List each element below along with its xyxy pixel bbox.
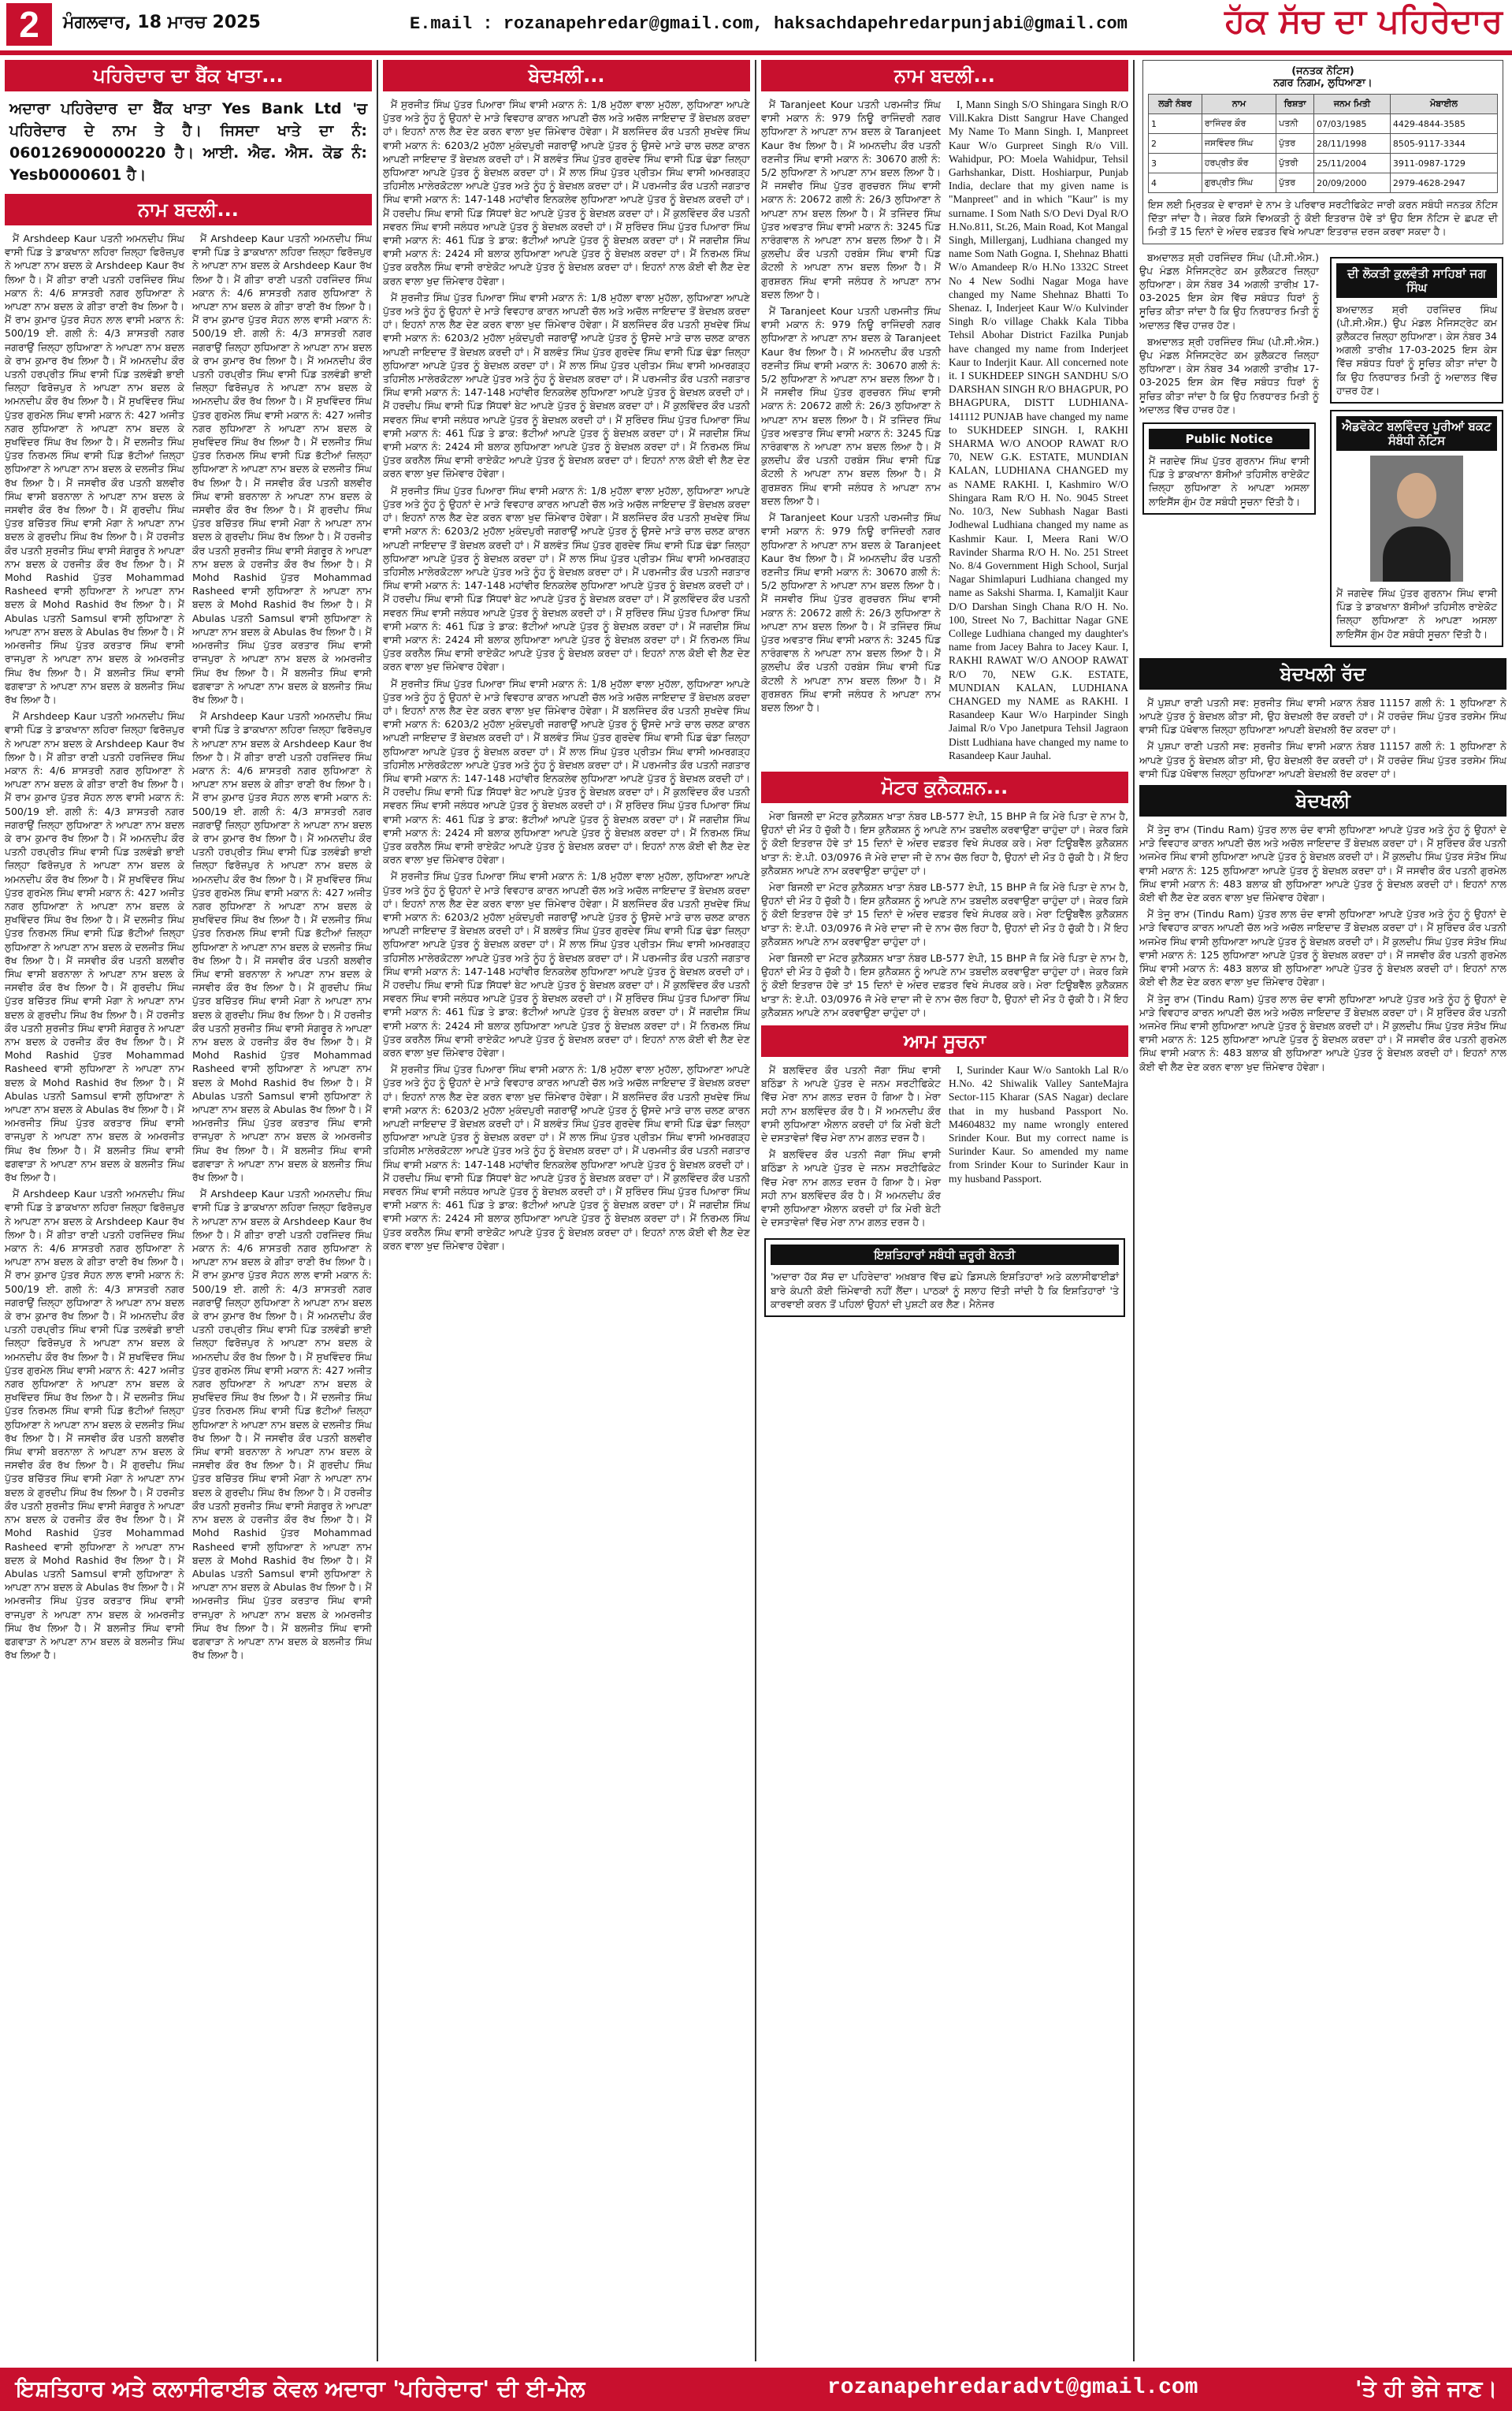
notice-text: ਮੈਂ ਤੇਜੂ ਰਾਮ (Tindu Ram) ਪੁੱਤਰ ਲਾਲ ਚੰਦ ਵਾਸੀ ਲੁਧਿਆਣਾ ਆਪਣੇ ਪੁੱਤਰ ਅਤੇ ਨੂੰਹ ਨੂੰ ਉਹਨਾਂ ਦੇ ਮਾੜੇ ਵਿਵਹਾਰ ਕਾਰਨ ਆਪਣੀ ਚੱਲ ਅਤੇ ਅਚੱਲ ਜਾਇਦਾਦ ਤੋਂ ਬੇਦਖ਼ਲ ਕਰਦਾ ਹਾਂ। ਮੈਂ ਸੁਰਿੰਦਰ ਕੌਰ ਪਤਨੀ ਅਜਮੇਰ ਸਿੰਘ ਵਾਸੀ ਲੁਧਿਆਣਾ ਆਪਣੇ ਪੁੱਤਰ ਨੂੰ ਬੇਦਖ਼ਲ ਕਰਦੀ ਹਾਂ। ਮੈਂ ਕੁਲਦੀਪ ਸਿੰਘ ਪੁੱਤਰ ਸੰਤੋਖ ਸਿੰਘ ਵਾਸੀ ਮਕਾਨ ਨੰ: 125 ਲੁਧਿਆਣਾ ਆਪਣੇ ਪੁੱਤਰ ਨੂੰ ਬੇਦਖ਼ਲ ਕਰਦਾ ਹਾਂ। ਮੈਂ ਜਸਵੀਰ ਕੌਰ ਪਤਨੀ ਗੁਰਮੇਲ ਸਿੰਘ ਵਾਸੀ ਮਕਾਨ ਨੰ: 483 ਬਲਾਕ ਬੀ ਲੁਧਿਆਣਾ ਆਪਣੇ ਪੁੱਤਰ ਨੂੰ ਬੇਦਖ਼ਲ ਕਰਦੀ ਹਾਂ। ਇਹਨਾਂ ਨਾਲ ਕੋਈ ਵੀ ਲੈਣ ਦੇਣ ਕਰਨ ਵਾਲਾ ਖੁਦ ਜ਼ਿੰਮੇਵਾਰ ਹੋਵੇਗਾ। xyxy=(1139,992,1506,1073)
table-cell: 8505-9117-3344 xyxy=(1390,134,1497,154)
header-rule xyxy=(0,50,1512,55)
advocate-notice-title: ਐਡਵੋਕੇਟ ਬਲਵਿੰਦਰ ਪੂਰੀਆਂ ਬਕਟ ਸੰਬੰਧੀ ਨੋਟਿਸ xyxy=(1336,416,1497,451)
footer-text: ਇਸ਼ਤਿਹਾਰ ਅਤੇ ਕਲਾਸੀਫਾਈਡ ਕੇਵਲ ਅਦਾਰਾ 'ਪਹਿਰੇਦਾਰ' ਦੀ ਈ-ਮੇਲ xyxy=(16,2376,585,2402)
bank-account-text: ਅਦਾਰਾ ਪਹਿਰੇਦਾਰ ਦਾ ਬੈਂਕ ਖਾਤਾ Yes Bank Ltd 'ਚ ਪਹਿਰੇਦਾਰ ਦੇ ਨਾਮ ਤੇ ਹੈ। ਜਿਸਦਾ ਖਾਤੇ ਦਾ ਨੰ: 060126900000220 ਹੈ। ਆਈ. ਐਫ. ਐਸ. ਕੋਡ ਨੰ: Yesb0000601 ਹੈ। xyxy=(9,100,367,184)
notice-text: ਮੇਰਾ ਬਿਜਲੀ ਦਾ ਮੋਟਰ ਕੁਨੈਕਸ਼ਨ ਖਾਤਾ ਨੰਬਰ LB-577 ਏਪੀ, 15 BHP ਜੋ ਕਿ ਮੇਰੇ ਪਿਤਾ ਦੇ ਨਾਮ ਹੈ, ਉਹਨਾਂ ਦੀ ਮੌਤ ਹੋ ਚੁੱਕੀ ਹੈ। ਇਸ ਕੁਨੈਕਸ਼ਨ ਨੂੰ ਆਪਣੇ ਨਾਮ ਤਬਦੀਲ ਕਰਵਾਉਣਾ ਚਾਹੁੰਦਾ ਹਾਂ। ਜੇਕਰ ਕਿਸੇ ਨੂੰ ਕੋਈ ਇਤਰਾਜ਼ ਹੋਵੇ ਤਾਂ 15 ਦਿਨਾਂ ਦੇ ਅੰਦਰ ਦਫ਼ਤਰ ਵਿਖੇ ਸੰਪਰਕ ਕਰੇ। ਮੇਰਾ ਟਿਊਬਵੈੱਲ ਕੁਨੈਕਸ਼ਨ ਖਾਤਾ ਨੰ: ਏ.ਪੀ. 03/0976 ਜੋ ਮੇਰੇ ਦਾਦਾ ਜੀ ਦੇ ਨਾਮ ਚੱਲ ਰਿਹਾ ਹੈ, ਉਹਨਾਂ ਦੀ ਮੌਤ ਹੋ ਚੁੱਕੀ ਹੈ। ਮੈਂ ਇਹ ਕੁਨੈਕਸ਼ਨ ਆਪਣੇ ਨਾਮ ਕਰਵਾਉਣਾ ਚਾਹੁੰਦਾ ਹਾਂ। xyxy=(761,951,1128,1018)
notice-text: ਮੈਂ ਤੇਜੂ ਰਾਮ (Tindu Ram) ਪੁੱਤਰ ਲਾਲ ਚੰਦ ਵਾਸੀ ਲੁਧਿਆਣਾ ਆਪਣੇ ਪੁੱਤਰ ਅਤੇ ਨੂੰਹ ਨੂੰ ਉਹਨਾਂ ਦੇ ਮਾੜੇ ਵਿਵਹਾਰ ਕਾਰਨ ਆਪਣੀ ਚੱਲ ਅਤੇ ਅਚੱਲ ਜਾਇਦਾਦ ਤੋਂ ਬੇਦਖ਼ਲ ਕਰਦਾ ਹਾਂ। ਮੈਂ ਸੁਰਿੰਦਰ ਕੌਰ ਪਤਨੀ ਅਜਮੇਰ ਸਿੰਘ ਵਾਸੀ ਲੁਧਿਆਣਾ ਆਪਣੇ ਪੁੱਤਰ ਨੂੰ ਬੇਦਖ਼ਲ ਕਰਦੀ ਹਾਂ। ਮੈਂ ਕੁਲਦੀਪ ਸਿੰਘ ਪੁੱਤਰ ਸੰਤੋਖ ਸਿੰਘ ਵਾਸੀ ਮਕਾਨ ਨੰ: 125 ਲੁਧਿਆਣਾ ਆਪਣੇ ਪੁੱਤਰ ਨੂੰ ਬੇਦਖ਼ਲ ਕਰਦਾ ਹਾਂ। ਮੈਂ ਜਸਵੀਰ ਕੌਰ ਪਤਨੀ ਗੁਰਮੇਲ ਸਿੰਘ ਵਾਸੀ ਮਕਾਨ ਨੰ: 483 ਬਲਾਕ ਬੀ ਲੁਧਿਆਣਾ ਆਪਣੇ ਪੁੱਤਰ ਨੂੰ ਬੇਦਖ਼ਲ ਕਰਦੀ ਹਾਂ। ਇਹਨਾਂ ਨਾਲ ਕੋਈ ਵੀ ਲੈਣ ਦੇਣ ਕਰਨ ਵਾਲਾ ਖੁਦ ਜ਼ਿੰਮੇਵਾਰ ਹੋਵੇਗਾ। xyxy=(1139,824,1506,904)
notice-text: ਮੈਂ ਪੁਸ਼ਪਾ ਰਾਣੀ ਪਤਨੀ ਸਵ: ਸੁਰਜੀਤ ਸਿੰਘ ਵਾਸੀ ਮਕਾਨ ਨੰਬਰ 11157 ਗਲੀ ਨੰ: 1 ਲੁਧਿਆਣਾ ਨੇ ਆਪਣੇ ਪੁੱਤਰ ਨੂੰ ਬੇਦਖ਼ਲ ਕੀਤਾ ਸੀ, ਉਹ ਬੇਦਖ਼ਲੀ ਰੱਦ ਕਰਦੀ ਹਾਂ। ਮੈਂ ਹਰਚੰਦ ਸਿੰਘ ਪੁੱਤਰ ਤਰਸੇਮ ਸਿੰਘ ਵਾਸੀ ਪਿੰਡ ਪੱਖੋਵਾਲ ਜ਼ਿਲ੍ਹਾ ਲੁਧਿਆਣਾ ਆਪਣੀ ਬੇਦਖ਼ਲੀ ਰੱਦ ਕਰਦਾ ਹਾਂ। xyxy=(1139,740,1506,779)
table-cell: 4429-4844-3585 xyxy=(1390,114,1497,134)
notice-text: ਮੈਂ ਸੁਰਜੀਤ ਸਿੰਘ ਪੁੱਤਰ ਪਿਆਰਾ ਸਿੰਘ ਵਾਸੀ ਮਕਾਨ ਨੰ: 1/8 ਮੁਹੱਲਾ ਵਾਲਾ ਮੁਹੱਲਾ, ਲੁਧਿਆਣਾ ਆਪਣੇ ਪੁੱਤਰ ਅਤੇ ਨੂੰਹ ਨੂੰ ਉਹਨਾਂ ਦੇ ਮਾੜੇ ਵਿਵਹਾਰ ਕਾਰਨ ਆਪਣੀ ਚੱਲ ਅਤੇ ਅਚੱਲ ਜਾਇਦਾਦ ਤੋਂ ਬੇਦਖ਼ਲ ਕਰਦਾ ਹਾਂ। ਇਹਨਾਂ ਨਾਲ ਲੈਣ ਦੇਣ ਕਰਨ ਵਾਲਾ ਖੁਦ ਜ਼ਿੰਮੇਵਾਰ ਹੋਵੇਗਾ। ਮੈਂ ਬਲਜਿੰਦਰ ਕੌਰ ਪਤਨੀ ਸੁਖਦੇਵ ਸਿੰਘ ਵਾਸੀ ਮਕਾਨ ਨੰ: 6203/2 ਮੁਹੱਲਾ ਮੁਕੰਦਪੁਰੀ ਜਗਰਾਉਂ ਆਪਣੇ ਪੁੱਤਰ ਨੂੰ ਉਸਦੇ ਮਾੜੇ ਚਾਲ ਚਲਣ ਕਾਰਨ ਆਪਣੀ ਜਾਇਦਾਦ ਤੋਂ ਬੇਦਖ਼ਲ ਕਰਦੀ ਹਾਂ। ਮੈਂ ਬਲਵੰਤ ਸਿੰਘ ਪੁੱਤਰ ਗੁਰਦੇਵ ਸਿੰਘ ਵਾਸੀ ਪਿੰਡ ਢੰਡਾ ਜ਼ਿਲ੍ਹਾ ਲੁਧਿਆਣਾ ਆਪਣੇ ਪੁੱਤਰ ਨੂੰ ਬੇਦਖ਼ਲ ਕਰਦਾ ਹਾਂ। ਮੈਂ ਲਾਲ ਸਿੰਘ ਪੁੱਤਰ ਪ੍ਰੀਤਮ ਸਿੰਘ ਵਾਸੀ ਅਮਰਗੜ੍ਹ ਤਹਿਸੀਲ ਮਾਲੇਰਕੋਟਲਾ ਆਪਣੇ ਪੁੱਤਰ ਅਤੇ ਨੂੰਹ ਨੂੰ ਬੇਦਖ਼ਲ ਕਰਦਾ ਹਾਂ। ਮੈਂ ਪਰਮਜੀਤ ਕੌਰ ਪਤਨੀ ਜਗਤਾਰ ਸਿੰਘ ਵਾਸੀ ਮਕਾਨ ਨੰ: 147-148 ਮਹਾਂਵੀਰ ਇਨਕਲੇਵ ਲੁਧਿਆਣਾ ਆਪਣੇ ਪੁੱਤਰ ਨੂੰ ਬੇਦਖ਼ਲ ਕਰਦੀ ਹਾਂ। ਮੈਂ ਹਰਦੀਪ ਸਿੰਘ ਵਾਸੀ ਪਿੰਡ ਸਿੱਧਵਾਂ ਬੇਟ ਆਪਣੇ ਪੁੱਤਰ ਨੂੰ ਬੇਦਖ਼ਲ ਕਰਦਾ ਹਾਂ। ਮੈਂ ਕੁਲਵਿੰਦਰ ਕੌਰ ਪਤਨੀ ਸਵਰਨ ਸਿੰਘ ਵਾਸੀ ਜਲੰਧਰ ਆਪਣੇ ਪੁੱਤਰ ਨੂੰ ਬੇਦਖ਼ਲ ਕਰਦੀ ਹਾਂ। ਮੈਂ ਸੁਰਿੰਦਰ ਸਿੰਘ ਪੁੱਤਰ ਪਿਆਰਾ ਸਿੰਘ ਵਾਸੀ ਮਕਾਨ ਨੰ: 461 ਪਿੰਡ ਤੇ ਡਾਕ: ਭੱਟੀਆਂ ਆਪਣੇ ਪੁੱਤਰ ਨੂੰ ਬੇਦਖ਼ਲ ਕਰਦਾ ਹਾਂ। ਮੈਂ ਜਗਦੀਸ਼ ਸਿੰਘ ਵਾਸੀ ਮਕਾਨ ਨੰ: 2424 ਸੀ ਬਲਾਕ ਲੁਧਿਆਣਾ ਆਪਣੇ ਪੁੱਤਰ ਨੂੰ ਬੇਦਖ਼ਲ ਕਰਦਾ ਹਾਂ। ਮੈਂ ਨਿਰਮਲ ਸਿੰਘ ਪੁੱਤਰ ਕਰਨੈਲ ਸਿੰਘ ਵਾਸੀ ਰਾਏਕੋਟ ਆਪਣੇ ਪੁੱਤਰ ਨੂੰ ਬੇਦਖ਼ਲ ਕਰਦਾ ਹਾਂ। ਇਹਨਾਂ ਨਾਲ ਕੋਈ ਵੀ ਲੈਣ ਦੇਣ ਕਰਨ ਵਾਲਾ ਖੁਦ ਜ਼ਿੰਮੇਵਾਰ ਹੋਵੇਗਾ। xyxy=(383,291,750,480)
disown-notices xyxy=(383,98,750,1252)
table-row xyxy=(1149,134,1498,154)
public-info-list xyxy=(761,1063,941,1232)
notice-text: ਮੈਂ ਸੁਰਜੀਤ ਸਿੰਘ ਪੁੱਤਰ ਪਿਆਰਾ ਸਿੰਘ ਵਾਸੀ ਮਕਾਨ ਨੰ: 1/8 ਮੁਹੱਲਾ ਵਾਲਾ ਮੁਹੱਲਾ, ਲੁਧਿਆਣਾ ਆਪਣੇ ਪੁੱਤਰ ਅਤੇ ਨੂੰਹ ਨੂੰ ਉਹਨਾਂ ਦੇ ਮਾੜੇ ਵਿਵਹਾਰ ਕਾਰਨ ਆਪਣੀ ਚੱਲ ਅਤੇ ਅਚੱਲ ਜਾਇਦਾਦ ਤੋਂ ਬੇਦਖ਼ਲ ਕਰਦਾ ਹਾਂ। ਇਹਨਾਂ ਨਾਲ ਲੈਣ ਦੇਣ ਕਰਨ ਵਾਲਾ ਖੁਦ ਜ਼ਿੰਮੇਵਾਰ ਹੋਵੇਗਾ। ਮੈਂ ਬਲਜਿੰਦਰ ਕੌਰ ਪਤਨੀ ਸੁਖਦੇਵ ਸਿੰਘ ਵਾਸੀ ਮਕਾਨ ਨੰ: 6203/2 ਮੁਹੱਲਾ ਮੁਕੰਦਪੁਰੀ ਜਗਰਾਉਂ ਆਪਣੇ ਪੁੱਤਰ ਨੂੰ ਉਸਦੇ ਮਾੜੇ ਚਾਲ ਚਲਣ ਕਾਰਨ ਆਪਣੀ ਜਾਇਦਾਦ ਤੋਂ ਬੇਦਖ਼ਲ ਕਰਦੀ ਹਾਂ। ਮੈਂ ਬਲਵੰਤ ਸਿੰਘ ਪੁੱਤਰ ਗੁਰਦੇਵ ਸਿੰਘ ਵਾਸੀ ਪਿੰਡ ਢੰਡਾ ਜ਼ਿਲ੍ਹਾ ਲੁਧਿਆਣਾ ਆਪਣੇ ਪੁੱਤਰ ਨੂੰ ਬੇਦਖ਼ਲ ਕਰਦਾ ਹਾਂ। ਮੈਂ ਲਾਲ ਸਿੰਘ ਪੁੱਤਰ ਪ੍ਰੀਤਮ ਸਿੰਘ ਵਾਸੀ ਅਮਰਗੜ੍ਹ ਤਹਿਸੀਲ ਮਾਲੇਰਕੋਟਲਾ ਆਪਣੇ ਪੁੱਤਰ ਅਤੇ ਨੂੰਹ ਨੂੰ ਬੇਦਖ਼ਲ ਕਰਦਾ ਹਾਂ। ਮੈਂ ਪਰਮਜੀਤ ਕੌਰ ਪਤਨੀ ਜਗਤਾਰ ਸਿੰਘ ਵਾਸੀ ਮਕਾਨ ਨੰ: 147-148 ਮਹਾਂਵੀਰ ਇਨਕਲੇਵ ਲੁਧਿਆਣਾ ਆਪਣੇ ਪੁੱਤਰ ਨੂੰ ਬੇਦਖ਼ਲ ਕਰਦੀ ਹਾਂ। ਮੈਂ ਹਰਦੀਪ ਸਿੰਘ ਵਾਸੀ ਪਿੰਡ ਸਿੱਧਵਾਂ ਬੇਟ ਆਪਣੇ ਪੁੱਤਰ ਨੂੰ ਬੇਦਖ਼ਲ ਕਰਦਾ ਹਾਂ। ਮੈਂ ਕੁਲਵਿੰਦਰ ਕੌਰ ਪਤਨੀ ਸਵਰਨ ਸਿੰਘ ਵਾਸੀ ਜਲੰਧਰ ਆਪਣੇ ਪੁੱਤਰ ਨੂੰ ਬੇਦਖ਼ਲ ਕਰਦੀ ਹਾਂ। ਮੈਂ ਸੁਰਿੰਦਰ ਸਿੰਘ ਪੁੱਤਰ ਪਿਆਰਾ ਸਿੰਘ ਵਾਸੀ ਮਕਾਨ ਨੰ: 461 ਪਿੰਡ ਤੇ ਡਾਕ: ਭੱਟੀਆਂ ਆਪਣੇ ਪੁੱਤਰ ਨੂੰ ਬੇਦਖ਼ਲ ਕਰਦਾ ਹਾਂ। ਮੈਂ ਜਗਦੀਸ਼ ਸਿੰਘ ਵਾਸੀ ਮਕਾਨ ਨੰ: 2424 ਸੀ ਬਲਾਕ ਲੁਧਿਆਣਾ ਆਪਣੇ ਪੁੱਤਰ ਨੂੰ ਬੇਦਖ਼ਲ ਕਰਦਾ ਹਾਂ। ਮੈਂ ਨਿਰਮਲ ਸਿੰਘ ਪੁੱਤਰ ਕਰਨੈਲ ਸਿੰਘ ਵਾਸੀ ਰਾਏਕੋਟ ਆਪਣੇ ਪੁੱਤਰ ਨੂੰ ਬੇਦਖ਼ਲ ਕਰਦਾ ਹਾਂ। ਇਹਨਾਂ ਨਾਲ ਕੋਈ ਵੀ ਲੈਣ ਦੇਣ ਕਰਨ ਵਾਲਾ ਖੁਦ ਜ਼ਿੰਮੇਵਾਰ ਹੋਵੇਗਾ। xyxy=(383,870,750,1059)
notice-text: ਮੈਂ ਸੁਰਜੀਤ ਸਿੰਘ ਪੁੱਤਰ ਪਿਆਰਾ ਸਿੰਘ ਵਾਸੀ ਮਕਾਨ ਨੰ: 1/8 ਮੁਹੱਲਾ ਵਾਲਾ ਮੁਹੱਲਾ, ਲੁਧਿਆਣਾ ਆਪਣੇ ਪੁੱਤਰ ਅਤੇ ਨੂੰਹ ਨੂੰ ਉਹਨਾਂ ਦੇ ਮਾੜੇ ਵਿਵਹਾਰ ਕਾਰਨ ਆਪਣੀ ਚੱਲ ਅਤੇ ਅਚੱਲ ਜਾਇਦਾਦ ਤੋਂ ਬੇਦਖ਼ਲ ਕਰਦਾ ਹਾਂ। ਇਹਨਾਂ ਨਾਲ ਲੈਣ ਦੇਣ ਕਰਨ ਵਾਲਾ ਖੁਦ ਜ਼ਿੰਮੇਵਾਰ ਹੋਵੇਗਾ। ਮੈਂ ਬਲਜਿੰਦਰ ਕੌਰ ਪਤਨੀ ਸੁਖਦੇਵ ਸਿੰਘ ਵਾਸੀ ਮਕਾਨ ਨੰ: 6203/2 ਮੁਹੱਲਾ ਮੁਕੰਦਪੁਰੀ ਜਗਰਾਉਂ ਆਪਣੇ ਪੁੱਤਰ ਨੂੰ ਉਸਦੇ ਮਾੜੇ ਚਾਲ ਚਲਣ ਕਾਰਨ ਆਪਣੀ ਜਾਇਦਾਦ ਤੋਂ ਬੇਦਖ਼ਲ ਕਰਦੀ ਹਾਂ। ਮੈਂ ਬਲਵੰਤ ਸਿੰਘ ਪੁੱਤਰ ਗੁਰਦੇਵ ਸਿੰਘ ਵਾਸੀ ਪਿੰਡ ਢੰਡਾ ਜ਼ਿਲ੍ਹਾ ਲੁਧਿਆਣਾ ਆਪਣੇ ਪੁੱਤਰ ਨੂੰ ਬੇਦਖ਼ਲ ਕਰਦਾ ਹਾਂ। ਮੈਂ ਲਾਲ ਸਿੰਘ ਪੁੱਤਰ ਪ੍ਰੀਤਮ ਸਿੰਘ ਵਾਸੀ ਅਮਰਗੜ੍ਹ ਤਹਿਸੀਲ ਮਾਲੇਰਕੋਟਲਾ ਆਪਣੇ ਪੁੱਤਰ ਅਤੇ ਨੂੰਹ ਨੂੰ ਬੇਦਖ਼ਲ ਕਰਦਾ ਹਾਂ। ਮੈਂ ਪਰਮਜੀਤ ਕੌਰ ਪਤਨੀ ਜਗਤਾਰ ਸਿੰਘ ਵਾਸੀ ਮਕਾਨ ਨੰ: 147-148 ਮਹਾਂਵੀਰ ਇਨਕਲੇਵ ਲੁਧਿਆਣਾ ਆਪਣੇ ਪੁੱਤਰ ਨੂੰ ਬੇਦਖ਼ਲ ਕਰਦੀ ਹਾਂ। ਮੈਂ ਹਰਦੀਪ ਸਿੰਘ ਵਾਸੀ ਪਿੰਡ ਸਿੱਧਵਾਂ ਬੇਟ ਆਪਣੇ ਪੁੱਤਰ ਨੂੰ ਬੇਦਖ਼ਲ ਕਰਦਾ ਹਾਂ। ਮੈਂ ਕੁਲਵਿੰਦਰ ਕੌਰ ਪਤਨੀ ਸਵਰਨ ਸਿੰਘ ਵਾਸੀ ਜਲੰਧਰ ਆਪਣੇ ਪੁੱਤਰ ਨੂੰ ਬੇਦਖ਼ਲ ਕਰਦੀ ਹਾਂ। ਮੈਂ ਸੁਰਿੰਦਰ ਸਿੰਘ ਪੁੱਤਰ ਪਿਆਰਾ ਸਿੰਘ ਵਾਸੀ ਮਕਾਨ ਨੰ: 461 ਪਿੰਡ ਤੇ ਡਾਕ: ਭੱਟੀਆਂ ਆਪਣੇ ਪੁੱਤਰ ਨੂੰ ਬੇਦਖ਼ਲ ਕਰਦਾ ਹਾਂ। ਮੈਂ ਜਗਦੀਸ਼ ਸਿੰਘ ਵਾਸੀ ਮਕਾਨ ਨੰ: 2424 ਸੀ ਬਲਾਕ ਲੁਧਿਆਣਾ ਆਪਣੇ ਪੁੱਤਰ ਨੂੰ ਬੇਦਖ਼ਲ ਕਰਦਾ ਹਾਂ। ਮੈਂ ਨਿਰਮਲ ਸਿੰਘ ਪੁੱਤਰ ਕਰਨੈਲ ਸਿੰਘ ਵਾਸੀ ਰਾਏਕੋਟ ਆਪਣੇ ਪੁੱਤਰ ਨੂੰ ਬੇਦਖ਼ਲ ਕਰਦਾ ਹਾਂ। ਇਹਨਾਂ ਨਾਲ ਕੋਈ ਵੀ ਲੈਣ ਦੇਣ ਕਰਨ ਵਾਲਾ ਖੁਦ ਜ਼ਿੰਮੇਵਾਰ ਹੋਵੇਗਾ। xyxy=(383,99,750,287)
table-cell: 07/03/1985 xyxy=(1314,114,1391,134)
public-notice-table-box xyxy=(1142,60,1503,244)
court-ad-title: ਦੀ ਲੋਕਤੀ ਕੁਲਵੰਤੀ ਸਾਹਿਬਾਂ ਜਗ ਸਿੰਘ xyxy=(1336,263,1497,298)
footer-email: rozanapehredaradvt@gmail.com xyxy=(827,2376,1198,2400)
bank-account-heading: ਪਹਿਰੇਦਾਰ ਦਾ ਬੈਂਕ ਖਾਤਾ... xyxy=(5,60,372,91)
table-row xyxy=(1149,154,1498,173)
table-cell: ਪਤਨੀ xyxy=(1276,114,1314,134)
table-cell: ਪੁੱਤਰ xyxy=(1276,173,1314,193)
notice-text: ਮੈਂ ਪੁਸ਼ਪਾ ਰਾਣੀ ਪਤਨੀ ਸਵ: ਸੁਰਜੀਤ ਸਿੰਘ ਵਾਸੀ ਮਕਾਨ ਨੰਬਰ 11157 ਗਲੀ ਨੰ: 1 ਲੁਧਿਆਣਾ ਨੇ ਆਪਣੇ ਪੁੱਤਰ ਨੂੰ ਬੇਦਖ਼ਲ ਕੀਤਾ ਸੀ, ਉਹ ਬੇਦਖ਼ਲੀ ਰੱਦ ਕਰਦੀ ਹਾਂ। ਮੈਂ ਹਰਚੰਦ ਸਿੰਘ ਪੁੱਤਰ ਤਰਸੇਮ ਸਿੰਘ ਵਾਸੀ ਪਿੰਡ ਪੱਖੋਵਾਲ ਜ਼ਿਲ੍ਹਾ ਲੁਧਿਆਣਾ ਆਪਣੀ ਬੇਦਖ਼ਲੀ ਰੱਦ ਕਰਦਾ ਹਾਂ। xyxy=(1139,696,1506,736)
notice-text: ਮੈਂ ਸੁਰਜੀਤ ਸਿੰਘ ਪੁੱਤਰ ਪਿਆਰਾ ਸਿੰਘ ਵਾਸੀ ਮਕਾਨ ਨੰ: 1/8 ਮੁਹੱਲਾ ਵਾਲਾ ਮੁਹੱਲਾ, ਲੁਧਿਆਣਾ ਆਪਣੇ ਪੁੱਤਰ ਅਤੇ ਨੂੰਹ ਨੂੰ ਉਹਨਾਂ ਦੇ ਮਾੜੇ ਵਿਵਹਾਰ ਕਾਰਨ ਆਪਣੀ ਚੱਲ ਅਤੇ ਅਚੱਲ ਜਾਇਦਾਦ ਤੋਂ ਬੇਦਖ਼ਲ ਕਰਦਾ ਹਾਂ। ਇਹਨਾਂ ਨਾਲ ਲੈਣ ਦੇਣ ਕਰਨ ਵਾਲਾ ਖੁਦ ਜ਼ਿੰਮੇਵਾਰ ਹੋਵੇਗਾ। ਮੈਂ ਬਲਜਿੰਦਰ ਕੌਰ ਪਤਨੀ ਸੁਖਦੇਵ ਸਿੰਘ ਵਾਸੀ ਮਕਾਨ ਨੰ: 6203/2 ਮੁਹੱਲਾ ਮੁਕੰਦਪੁਰੀ ਜਗਰਾਉਂ ਆਪਣੇ ਪੁੱਤਰ ਨੂੰ ਉਸਦੇ ਮਾੜੇ ਚਾਲ ਚਲਣ ਕਾਰਨ ਆਪਣੀ ਜਾਇਦਾਦ ਤੋਂ ਬੇਦਖ਼ਲ ਕਰਦੀ ਹਾਂ। ਮੈਂ ਬਲਵੰਤ ਸਿੰਘ ਪੁੱਤਰ ਗੁਰਦੇਵ ਸਿੰਘ ਵਾਸੀ ਪਿੰਡ ਢੰਡਾ ਜ਼ਿਲ੍ਹਾ ਲੁਧਿਆਣਾ ਆਪਣੇ ਪੁੱਤਰ ਨੂੰ ਬੇਦਖ਼ਲ ਕਰਦਾ ਹਾਂ। ਮੈਂ ਲਾਲ ਸਿੰਘ ਪੁੱਤਰ ਪ੍ਰੀਤਮ ਸਿੰਘ ਵਾਸੀ ਅਮਰਗੜ੍ਹ ਤਹਿਸੀਲ ਮਾਲੇਰਕੋਟਲਾ ਆਪਣੇ ਪੁੱਤਰ ਅਤੇ ਨੂੰਹ ਨੂੰ ਬੇਦਖ਼ਲ ਕਰਦਾ ਹਾਂ। ਮੈਂ ਪਰਮਜੀਤ ਕੌਰ ਪਤਨੀ ਜਗਤਾਰ ਸਿੰਘ ਵਾਸੀ ਮਕਾਨ ਨੰ: 147-148 ਮਹਾਂਵੀਰ ਇਨਕਲੇਵ ਲੁਧਿਆਣਾ ਆਪਣੇ ਪੁੱਤਰ ਨੂੰ ਬੇਦਖ਼ਲ ਕਰਦੀ ਹਾਂ। ਮੈਂ ਹਰਦੀਪ ਸਿੰਘ ਵਾਸੀ ਪਿੰਡ ਸਿੱਧਵਾਂ ਬੇਟ ਆਪਣੇ ਪੁੱਤਰ ਨੂੰ ਬੇਦਖ਼ਲ ਕਰਦਾ ਹਾਂ। ਮੈਂ ਕੁਲਵਿੰਦਰ ਕੌਰ ਪਤਨੀ ਸਵਰਨ ਸਿੰਘ ਵਾਸੀ ਜਲੰਧਰ ਆਪਣੇ ਪੁੱਤਰ ਨੂੰ ਬੇਦਖ਼ਲ ਕਰਦੀ ਹਾਂ। ਮੈਂ ਸੁਰਿੰਦਰ ਸਿੰਘ ਪੁੱਤਰ ਪਿਆਰਾ ਸਿੰਘ ਵਾਸੀ ਮਕਾਨ ਨੰ: 461 ਪਿੰਡ ਤੇ ਡਾਕ: ਭੱਟੀਆਂ ਆਪਣੇ ਪੁੱਤਰ ਨੂੰ ਬੇਦਖ਼ਲ ਕਰਦਾ ਹਾਂ। ਮੈਂ ਜਗਦੀਸ਼ ਸਿੰਘ ਵਾਸੀ ਮਕਾਨ ਨੰ: 2424 ਸੀ ਬਲਾਕ ਲੁਧਿਆਣਾ ਆਪਣੇ ਪੁੱਤਰ ਨੂੰ ਬੇਦਖ਼ਲ ਕਰਦਾ ਹਾਂ। ਮੈਂ ਨਿਰਮਲ ਸਿੰਘ ਪੁੱਤਰ ਕਰਨੈਲ ਸਿੰਘ ਵਾਸੀ ਰਾਏਕੋਟ ਆਪਣੇ ਪੁੱਤਰ ਨੂੰ ਬੇਦਖ਼ਲ ਕਰਦਾ ਹਾਂ। ਇਹਨਾਂ ਨਾਲ ਕੋਈ ਵੀ ਲੈਣ ਦੇਣ ਕਰਨ ਵਾਲਾ ਖੁਦ ਜ਼ਿੰਮੇਵਾਰ ਹੋਵੇਗਾ। xyxy=(383,1063,750,1252)
table-header: ਰਿਸ਼ਤਾ xyxy=(1276,95,1314,114)
name-change-list xyxy=(5,232,184,1665)
name-change-heading: ਨਾਮ ਬਦਲੀ... xyxy=(5,194,372,225)
public-notice-title: Public Notice xyxy=(1149,429,1310,449)
table-row xyxy=(1149,173,1498,193)
footer-banner xyxy=(0,2368,1512,2411)
heirs-table xyxy=(1148,94,1498,193)
motor-notices xyxy=(761,809,1128,1019)
notice-text: ਬਅਦਾਲਤ ਸ਼੍ਰੀ ਹਰਜਿੰਦਰ ਸਿੰਘ (ਪੀ.ਸੀ.ਐਸ.) ਉਪ ਮੰਡਲ ਮੈਜਿਸਟ੍ਰੇਟ ਕਮ ਕੁਲੈਕਟਰ ਜ਼ਿਲ੍ਹਾ ਲੁਧਿਆਣਾ। ਕੇਸ ਨੰਬਰ 34 ਅਗਲੀ ਤਾਰੀਖ਼ 17-03-2025 ਇਸ ਕੇਸ ਵਿੱਚ ਸਬੰਧਤ ਧਿਰਾਂ ਨੂੰ ਸੂਚਿਤ ਕੀਤਾ ਜਾਂਦਾ ਹੈ ਕਿ ਉਹ ਨਿਰਧਾਰਤ ਮਿਤੀ ਨੂੰ ਅਦਾਲਤ ਵਿੱਚ ਹਾਜ਼ਰ ਹੋਣ। xyxy=(1139,335,1319,415)
name-change-list xyxy=(761,98,941,765)
notice-text: ਮੈਂ Arshdeep Kaur ਪਤਨੀ ਅਮਨਦੀਪ ਸਿੰਘ ਵਾਸੀ ਪਿੰਡ ਤੇ ਡਾਕਖਾਨਾ ਲਹਿਰਾ ਜ਼ਿਲ੍ਹਾ ਫਿਰੋਜ਼ਪੁਰ ਨੇ ਆਪਣਾ ਨਾਮ ਬਦਲ ਕੇ Arshdeep Kaur ਰੱਖ ਲਿਆ ਹੈ। ਮੈਂ ਗੀਤਾ ਰਾਣੀ ਪਤਨੀ ਹਰਜਿੰਦਰ ਸਿੰਘ ਮਕਾਨ ਨੰ: 4/6 ਸ਼ਾਸਤਰੀ ਨਗਰ ਲੁਧਿਆਣਾ ਨੇ ਆਪਣਾ ਨਾਮ ਬਦਲ ਕੇ ਗੀਤਾ ਰਾਣੀ ਰੱਖ ਲਿਆ ਹੈ। ਮੈਂ ਰਾਮ ਕੁਮਾਰ ਪੁੱਤਰ ਸੋਹਨ ਲਾਲ ਵਾਸੀ ਮਕਾਨ ਨੰ: 500/19 ਈ. ਗਲੀ ਨੰ: 4/3 ਸ਼ਾਸਤਰੀ ਨਗਰ ਜਗਰਾਉਂ ਜ਼ਿਲ੍ਹਾ ਲੁਧਿਆਣਾ ਨੇ ਆਪਣਾ ਨਾਮ ਬਦਲ ਕੇ ਰਾਮ ਕੁਮਾਰ ਰੱਖ ਲਿਆ ਹੈ। ਮੈਂ ਅਮਨਦੀਪ ਕੌਰ ਪਤਨੀ ਹਰਪ੍ਰੀਤ ਸਿੰਘ ਵਾਸੀ ਪਿੰਡ ਤਲਵੰਡੀ ਭਾਈ ਜ਼ਿਲ੍ਹਾ ਫਿਰੋਜ਼ਪੁਰ ਨੇ ਆਪਣਾ ਨਾਮ ਬਦਲ ਕੇ ਅਮਨਦੀਪ ਕੌਰ ਰੱਖ ਲਿਆ ਹੈ। ਮੈਂ ਸੁਖਵਿੰਦਰ ਸਿੰਘ ਪੁੱਤਰ ਗੁਰਮੇਲ ਸਿੰਘ ਵਾਸੀ ਮਕਾਨ ਨੰ: 427 ਅਜੀਤ ਨਗਰ ਲੁਧਿਆਣਾ ਨੇ ਆਪਣਾ ਨਾਮ ਬਦਲ ਕੇ ਸੁਖਵਿੰਦਰ ਸਿੰਘ ਰੱਖ ਲਿਆ ਹੈ। ਮੈਂ ਦਲਜੀਤ ਸਿੰਘ ਪੁੱਤਰ ਨਿਰਮਲ ਸਿੰਘ ਵਾਸੀ ਪਿੰਡ ਭੱਟੀਆਂ ਜ਼ਿਲ੍ਹਾ ਲੁਧਿਆਣਾ ਨੇ ਆਪਣਾ ਨਾਮ ਬਦਲ ਕੇ ਦਲਜੀਤ ਸਿੰਘ ਰੱਖ ਲਿਆ ਹੈ। ਮੈਂ ਜਸਵੀਰ ਕੌਰ ਪਤਨੀ ਬਲਵੀਰ ਸਿੰਘ ਵਾਸੀ ਬਰਨਾਲਾ ਨੇ ਆਪਣਾ ਨਾਮ ਬਦਲ ਕੇ ਜਸਵੀਰ ਕੌਰ ਰੱਖ ਲਿਆ ਹੈ। ਮੈਂ ਗੁਰਦੀਪ ਸਿੰਘ ਪੁੱਤਰ ਬਚਿੱਤਰ ਸਿੰਘ ਵਾਸੀ ਮੋਗਾ ਨੇ ਆਪਣਾ ਨਾਮ ਬਦਲ ਕੇ ਗੁਰਦੀਪ ਸਿੰਘ ਰੱਖ ਲਿਆ ਹੈ। ਮੈਂ ਹਰਜੀਤ ਕੌਰ ਪਤਨੀ ਸੁਰਜੀਤ ਸਿੰਘ ਵਾਸੀ ਸੰਗਰੂਰ ਨੇ ਆਪਣਾ ਨਾਮ ਬਦਲ ਕੇ ਹਰਜੀਤ ਕੌਰ ਰੱਖ ਲਿਆ ਹੈ। ਮੈਂ Mohd Rashid ਪੁੱਤਰ Mohammad Rasheed ਵਾਸੀ ਲੁਧਿਆਣਾ ਨੇ ਆਪਣਾ ਨਾਮ ਬਦਲ ਕੇ Mohd Rashid ਰੱਖ ਲਿਆ ਹੈ। ਮੈਂ Abulas ਪਤਨੀ Samsul ਵਾਸੀ ਲੁਧਿਆਣਾ ਨੇ ਆਪਣਾ ਨਾਮ ਬਦਲ ਕੇ Abulas ਰੱਖ ਲਿਆ ਹੈ। ਮੈਂ ਅਮਰਜੀਤ ਸਿੰਘ ਪੁੱਤਰ ਕਰਤਾਰ ਸਿੰਘ ਵਾਸੀ ਰਾਜਪੁਰਾ ਨੇ ਆਪਣਾ ਨਾਮ ਬਦਲ ਕੇ ਅਮਰਜੀਤ ਸਿੰਘ ਰੱਖ ਲਿਆ ਹੈ। ਮੈਂ ਬਲਜੀਤ ਸਿੰਘ ਵਾਸੀ ਫਗਵਾੜਾ ਨੇ ਆਪਣਾ ਨਾਮ ਬਦਲ ਕੇ ਬਲਜੀਤ ਸਿੰਘ ਰੱਖ ਲਿਆ ਹੈ। xyxy=(5,710,184,1184)
notice-text: ਮੈਂ ਤੇਜੂ ਰਾਮ (Tindu Ram) ਪੁੱਤਰ ਲਾਲ ਚੰਦ ਵਾਸੀ ਲੁਧਿਆਣਾ ਆਪਣੇ ਪੁੱਤਰ ਅਤੇ ਨੂੰਹ ਨੂੰ ਉਹਨਾਂ ਦੇ ਮਾੜੇ ਵਿਵਹਾਰ ਕਾਰਨ ਆਪਣੀ ਚੱਲ ਅਤੇ ਅਚੱਲ ਜਾਇਦਾਦ ਤੋਂ ਬੇਦਖ਼ਲ ਕਰਦਾ ਹਾਂ। ਮੈਂ ਸੁਰਿੰਦਰ ਕੌਰ ਪਤਨੀ ਅਜਮੇਰ ਸਿੰਘ ਵਾਸੀ ਲੁਧਿਆਣਾ ਆਪਣੇ ਪੁੱਤਰ ਨੂੰ ਬੇਦਖ਼ਲ ਕਰਦੀ ਹਾਂ। ਮੈਂ ਕੁਲਦੀਪ ਸਿੰਘ ਪੁੱਤਰ ਸੰਤੋਖ ਸਿੰਘ ਵਾਸੀ ਮਕਾਨ ਨੰ: 125 ਲੁਧਿਆਣਾ ਆਪਣੇ ਪੁੱਤਰ ਨੂੰ ਬੇਦਖ਼ਲ ਕਰਦਾ ਹਾਂ। ਮੈਂ ਜਸਵੀਰ ਕੌਰ ਪਤਨੀ ਗੁਰਮੇਲ ਸਿੰਘ ਵਾਸੀ ਮਕਾਨ ਨੰ: 483 ਬਲਾਕ ਬੀ ਲੁਧਿਆਣਾ ਆਪਣੇ ਪੁੱਤਰ ਨੂੰ ਬੇਦਖ਼ਲ ਕਰਦੀ ਹਾਂ। ਇਹਨਾਂ ਨਾਲ ਕੋਈ ਵੀ ਲੈਣ ਦੇਣ ਕਰਨ ਵਾਲਾ ਖੁਦ ਜ਼ਿੰਮੇਵਾਰ ਹੋਵੇਗਾ। xyxy=(1139,908,1506,988)
notice-text: ਮੈਂ ਜਗਦੇਵ ਸਿੰਘ ਪੁੱਤਰ ਗੁਰਨਾਮ ਸਿੰਘ ਵਾਸੀ ਪਿੰਡ ਤੇ ਡਾਕਖਾਨਾ ਬੱਸੀਆਂ ਤਹਿਸੀਲ ਰਾਏਕੋਟ ਜ਼ਿਲ੍ਹਾ ਲੁਧਿਆਣਾ ਨੇ ਆਪਣਾ ਅਸਲਾ ਲਾਇਸੈਂਸ ਗੁੰਮ ਹੋਣ ਸਬੰਧੀ ਸੂਚਨਾ ਦਿੱਤੀ ਹੈ। xyxy=(1336,587,1497,640)
notice-text: ਮੈਂ Arshdeep Kaur ਪਤਨੀ ਅਮਨਦੀਪ ਸਿੰਘ ਵਾਸੀ ਪਿੰਡ ਤੇ ਡਾਕਖਾਨਾ ਲਹਿਰਾ ਜ਼ਿਲ੍ਹਾ ਫਿਰੋਜ਼ਪੁਰ ਨੇ ਆਪਣਾ ਨਾਮ ਬਦਲ ਕੇ Arshdeep Kaur ਰੱਖ ਲਿਆ ਹੈ। ਮੈਂ ਗੀਤਾ ਰਾਣੀ ਪਤਨੀ ਹਰਜਿੰਦਰ ਸਿੰਘ ਮਕਾਨ ਨੰ: 4/6 ਸ਼ਾਸਤਰੀ ਨਗਰ ਲੁਧਿਆਣਾ ਨੇ ਆਪਣਾ ਨਾਮ ਬਦਲ ਕੇ ਗੀਤਾ ਰਾਣੀ ਰੱਖ ਲਿਆ ਹੈ। ਮੈਂ ਰਾਮ ਕੁਮਾਰ ਪੁੱਤਰ ਸੋਹਨ ਲਾਲ ਵਾਸੀ ਮਕਾਨ ਨੰ: 500/19 ਈ. ਗਲੀ ਨੰ: 4/3 ਸ਼ਾਸਤਰੀ ਨਗਰ ਜਗਰਾਉਂ ਜ਼ਿਲ੍ਹਾ ਲੁਧਿਆਣਾ ਨੇ ਆਪਣਾ ਨਾਮ ਬਦਲ ਕੇ ਰਾਮ ਕੁਮਾਰ ਰੱਖ ਲਿਆ ਹੈ। ਮੈਂ ਅਮਨਦੀਪ ਕੌਰ ਪਤਨੀ ਹਰਪ੍ਰੀਤ ਸਿੰਘ ਵਾਸੀ ਪਿੰਡ ਤਲਵੰਡੀ ਭਾਈ ਜ਼ਿਲ੍ਹਾ ਫਿਰੋਜ਼ਪੁਰ ਨੇ ਆਪਣਾ ਨਾਮ ਬਦਲ ਕੇ ਅਮਨਦੀਪ ਕੌਰ ਰੱਖ ਲਿਆ ਹੈ। ਮੈਂ ਸੁਖਵਿੰਦਰ ਸਿੰਘ ਪੁੱਤਰ ਗੁਰਮੇਲ ਸਿੰਘ ਵਾਸੀ ਮਕਾਨ ਨੰ: 427 ਅਜੀਤ ਨਗਰ ਲੁਧਿਆਣਾ ਨੇ ਆਪਣਾ ਨਾਮ ਬਦਲ ਕੇ ਸੁਖਵਿੰਦਰ ਸਿੰਘ ਰੱਖ ਲਿਆ ਹੈ। ਮੈਂ ਦਲਜੀਤ ਸਿੰਘ ਪੁੱਤਰ ਨਿਰਮਲ ਸਿੰਘ ਵਾਸੀ ਪਿੰਡ ਭੱਟੀਆਂ ਜ਼ਿਲ੍ਹਾ ਲੁਧਿਆਣਾ ਨੇ ਆਪਣਾ ਨਾਮ ਬਦਲ ਕੇ ਦਲਜੀਤ ਸਿੰਘ ਰੱਖ ਲਿਆ ਹੈ। ਮੈਂ ਜਸਵੀਰ ਕੌਰ ਪਤਨੀ ਬਲਵੀਰ ਸਿੰਘ ਵਾਸੀ ਬਰਨਾਲਾ ਨੇ ਆਪਣਾ ਨਾਮ ਬਦਲ ਕੇ ਜਸਵੀਰ ਕੌਰ ਰੱਖ ਲਿਆ ਹੈ। ਮੈਂ ਗੁਰਦੀਪ ਸਿੰਘ ਪੁੱਤਰ ਬਚਿੱਤਰ ਸਿੰਘ ਵਾਸੀ ਮੋਗਾ ਨੇ ਆਪਣਾ ਨਾਮ ਬਦਲ ਕੇ ਗੁਰਦੀਪ ਸਿੰਘ ਰੱਖ ਲਿਆ ਹੈ। ਮੈਂ ਹਰਜੀਤ ਕੌਰ ਪਤਨੀ ਸੁਰਜੀਤ ਸਿੰਘ ਵਾਸੀ ਸੰਗਰੂਰ ਨੇ ਆਪਣਾ ਨਾਮ ਬਦਲ ਕੇ ਹਰਜੀਤ ਕੌਰ ਰੱਖ ਲਿਆ ਹੈ। ਮੈਂ Mohd Rashid ਪੁੱਤਰ Mohammad Rasheed ਵਾਸੀ ਲੁਧਿਆਣਾ ਨੇ ਆਪਣਾ ਨਾਮ ਬਦਲ ਕੇ Mohd Rashid ਰੱਖ ਲਿਆ ਹੈ। ਮੈਂ Abulas ਪਤਨੀ Samsul ਵਾਸੀ ਲੁਧਿਆਣਾ ਨੇ ਆਪਣਾ ਨਾਮ ਬਦਲ ਕੇ Abulas ਰੱਖ ਲਿਆ ਹੈ। ਮੈਂ ਅਮਰਜੀਤ ਸਿੰਘ ਪੁੱਤਰ ਕਰਤਾਰ ਸਿੰਘ ਵਾਸੀ ਰਾਜਪੁਰਾ ਨੇ ਆਪਣਾ ਨਾਮ ਬਦਲ ਕੇ ਅਮਰਜੀਤ ਸਿੰਘ ਰੱਖ ਲਿਆ ਹੈ। ਮੈਂ ਬਲਜੀਤ ਸਿੰਘ ਵਾਸੀ ਫਗਵਾੜਾ ਨੇ ਆਪਣਾ ਨਾਮ ਬਦਲ ਕੇ ਬਲਜੀਤ ਸਿੰਘ ਰੱਖ ਲਿਆ ਹੈ। xyxy=(5,233,184,705)
table-header: ਨਾਮ xyxy=(1202,95,1276,114)
notice-text: ਮੈਂ ਜਗਦੇਵ ਸਿੰਘ ਪੁੱਤਰ ਗੁਰਨਾਮ ਸਿੰਘ ਵਾਸੀ ਪਿੰਡ ਤੇ ਡਾਕਖਾਨਾ ਬੱਸੀਆਂ ਤਹਿਸੀਲ ਰਾਏਕੋਟ ਜ਼ਿਲ੍ਹਾ ਲੁਧਿਆਣਾ ਨੇ ਆਪਣਾ ਅਸਲਾ ਲਾਇਸੈਂਸ ਗੁੰਮ ਹੋਣ ਸਬੰਧੀ ਸੂਚਨਾ ਦਿੱਤੀ ਹੈ। xyxy=(1149,455,1310,508)
english-public-info xyxy=(949,1063,1128,1232)
notice-subtitle: ਨਗਰ ਨਿਗਮ, ਲੁਧਿਆਣਾ। xyxy=(1273,77,1373,89)
disclaimer-title: ਇਸ਼ਤਿਹਾਰਾਂ ਸਬੰਧੀ ਜ਼ਰੂਰੀ ਬੇਨਤੀ xyxy=(771,1245,1119,1265)
table-header: ਮੋਬਾਈਲ xyxy=(1390,95,1497,114)
notice-text: ਮੈਂ Taranjeet Kour ਪਤਨੀ ਪਰਮਜੀਤ ਸਿੰਘ ਵਾਸੀ ਮਕਾਨ ਨੰ: 979 ਨਿਊ ਰਾਜਿੰਦਰੀ ਨਗਰ ਲੁਧਿਆਣਾ ਨੇ ਆਪਣਾ ਨਾਮ ਬਦਲ ਕੇ Taranjeet Kaur ਰੱਖ ਲਿਆ ਹੈ। ਮੈਂ ਅਮਨਦੀਪ ਕੌਰ ਪਤਨੀ ਰਣਜੀਤ ਸਿੰਘ ਵਾਸੀ ਮਕਾਨ ਨੰ: 30670 ਗਲੀ ਨੰ: 5/2 ਲੁਧਿਆਣਾ ਨੇ ਆਪਣਾ ਨਾਮ ਬਦਲ ਲਿਆ ਹੈ। ਮੈਂ ਜਸਵੀਰ ਸਿੰਘ ਪੁੱਤਰ ਗੁਰਚਰਨ ਸਿੰਘ ਵਾਸੀ ਮਕਾਨ ਨੰ: 20672 ਗਲੀ ਨੰ: 26/3 ਲੁਧਿਆਣਾ ਨੇ ਆਪਣਾ ਨਾਮ ਬਦਲ ਲਿਆ ਹੈ। ਮੈਂ ਤਜਿੰਦਰ ਸਿੰਘ ਪੁੱਤਰ ਅਵਤਾਰ ਸਿੰਘ ਵਾਸੀ ਮਕਾਨ ਨੰ: 3245 ਪਿੰਡ ਨਾਰੰਗਵਾਲ ਨੇ ਆਪਣਾ ਨਾਮ ਬਦਲ ਲਿਆ ਹੈ। ਮੈਂ ਕੁਲਦੀਪ ਕੌਰ ਪਤਨੀ ਹਰਬੰਸ ਸਿੰਘ ਵਾਸੀ ਪਿੰਡ ਕੋਟਲੀ ਨੇ ਆਪਣਾ ਨਾਮ ਬਦਲ ਲਿਆ ਹੈ। ਮੈਂ ਗੁਰਸ਼ਰਨ ਸਿੰਘ ਵਾਸੀ ਜਲੰਧਰ ਨੇ ਆਪਣਾ ਨਾਮ ਬਦਲ ਲਿਆ ਹੈ। xyxy=(761,99,941,300)
name-change-list xyxy=(192,232,372,1665)
notice-text: ਬਅਦਾਲਤ ਸ਼੍ਰੀ ਹਰਜਿੰਦਰ ਸਿੰਘ (ਪੀ.ਸੀ.ਐਸ.) ਉਪ ਮੰਡਲ ਮੈਜਿਸਟ੍ਰੇਟ ਕਮ ਕੁਲੈਕਟਰ ਜ਼ਿਲ੍ਹਾ ਲੁਧਿਆਣਾ। ਕੇਸ ਨੰਬਰ 34 ਅਗਲੀ ਤਾਰੀਖ਼ 17-03-2025 ਇਸ ਕੇਸ ਵਿੱਚ ਸਬੰਧਤ ਧਿਰਾਂ ਨੂੰ ਸੂਚਿਤ ਕੀਤਾ ਜਾਂਦਾ ਹੈ ਕਿ ਉਹ ਨਿਰਧਾਰਤ ਮਿਤੀ ਨੂੰ ਅਦਾਲਤ ਵਿੱਚ ਹਾਜ਼ਰ ਹੋਣ। xyxy=(1336,303,1497,396)
notice-text: ਮੈਂ ਸੁਰਜੀਤ ਸਿੰਘ ਪੁੱਤਰ ਪਿਆਰਾ ਸਿੰਘ ਵਾਸੀ ਮਕਾਨ ਨੰ: 1/8 ਮੁਹੱਲਾ ਵਾਲਾ ਮੁਹੱਲਾ, ਲੁਧਿਆਣਾ ਆਪਣੇ ਪੁੱਤਰ ਅਤੇ ਨੂੰਹ ਨੂੰ ਉਹਨਾਂ ਦੇ ਮਾੜੇ ਵਿਵਹਾਰ ਕਾਰਨ ਆਪਣੀ ਚੱਲ ਅਤੇ ਅਚੱਲ ਜਾਇਦਾਦ ਤੋਂ ਬੇਦਖ਼ਲ ਕਰਦਾ ਹਾਂ। ਇਹਨਾਂ ਨਾਲ ਲੈਣ ਦੇਣ ਕਰਨ ਵਾਲਾ ਖੁਦ ਜ਼ਿੰਮੇਵਾਰ ਹੋਵੇਗਾ। ਮੈਂ ਬਲਜਿੰਦਰ ਕੌਰ ਪਤਨੀ ਸੁਖਦੇਵ ਸਿੰਘ ਵਾਸੀ ਮਕਾਨ ਨੰ: 6203/2 ਮੁਹੱਲਾ ਮੁਕੰਦਪੁਰੀ ਜਗਰਾਉਂ ਆਪਣੇ ਪੁੱਤਰ ਨੂੰ ਉਸਦੇ ਮਾੜੇ ਚਾਲ ਚਲਣ ਕਾਰਨ ਆਪਣੀ ਜਾਇਦਾਦ ਤੋਂ ਬੇਦਖ਼ਲ ਕਰਦੀ ਹਾਂ। ਮੈਂ ਬਲਵੰਤ ਸਿੰਘ ਪੁੱਤਰ ਗੁਰਦੇਵ ਸਿੰਘ ਵਾਸੀ ਪਿੰਡ ਢੰਡਾ ਜ਼ਿਲ੍ਹਾ ਲੁਧਿਆਣਾ ਆਪਣੇ ਪੁੱਤਰ ਨੂੰ ਬੇਦਖ਼ਲ ਕਰਦਾ ਹਾਂ। ਮੈਂ ਲਾਲ ਸਿੰਘ ਪੁੱਤਰ ਪ੍ਰੀਤਮ ਸਿੰਘ ਵਾਸੀ ਅਮਰਗੜ੍ਹ ਤਹਿਸੀਲ ਮਾਲੇਰਕੋਟਲਾ ਆਪਣੇ ਪੁੱਤਰ ਅਤੇ ਨੂੰਹ ਨੂੰ ਬੇਦਖ਼ਲ ਕਰਦਾ ਹਾਂ। ਮੈਂ ਪਰਮਜੀਤ ਕੌਰ ਪਤਨੀ ਜਗਤਾਰ ਸਿੰਘ ਵਾਸੀ ਮਕਾਨ ਨੰ: 147-148 ਮਹਾਂਵੀਰ ਇਨਕਲੇਵ ਲੁਧਿਆਣਾ ਆਪਣੇ ਪੁੱਤਰ ਨੂੰ ਬੇਦਖ਼ਲ ਕਰਦੀ ਹਾਂ। ਮੈਂ ਹਰਦੀਪ ਸਿੰਘ ਵਾਸੀ ਪਿੰਡ ਸਿੱਧਵਾਂ ਬੇਟ ਆਪਣੇ ਪੁੱਤਰ ਨੂੰ ਬੇਦਖ਼ਲ ਕਰਦਾ ਹਾਂ। ਮੈਂ ਕੁਲਵਿੰਦਰ ਕੌਰ ਪਤਨੀ ਸਵਰਨ ਸਿੰਘ ਵਾਸੀ ਜਲੰਧਰ ਆਪਣੇ ਪੁੱਤਰ ਨੂੰ ਬੇਦਖ਼ਲ ਕਰਦੀ ਹਾਂ। ਮੈਂ ਸੁਰਿੰਦਰ ਸਿੰਘ ਪੁੱਤਰ ਪਿਆਰਾ ਸਿੰਘ ਵਾਸੀ ਮਕਾਨ ਨੰ: 461 ਪਿੰਡ ਤੇ ਡਾਕ: ਭੱਟੀਆਂ ਆਪਣੇ ਪੁੱਤਰ ਨੂੰ ਬੇਦਖ਼ਲ ਕਰਦਾ ਹਾਂ। ਮੈਂ ਜਗਦੀਸ਼ ਸਿੰਘ ਵਾਸੀ ਮਕਾਨ ਨੰ: 2424 ਸੀ ਬਲਾਕ ਲੁਧਿਆਣਾ ਆਪਣੇ ਪੁੱਤਰ ਨੂੰ ਬੇਦਖ਼ਲ ਕਰਦਾ ਹਾਂ। ਮੈਂ ਨਿਰਮਲ ਸਿੰਘ ਪੁੱਤਰ ਕਰਨੈਲ ਸਿੰਘ ਵਾਸੀ ਰਾਏਕੋਟ ਆਪਣੇ ਪੁੱਤਰ ਨੂੰ ਬੇਦਖ਼ਲ ਕਰਦਾ ਹਾਂ। ਇਹਨਾਂ ਨਾਲ ਕੋਈ ਵੀ ਲੈਣ ਦੇਣ ਕਰਨ ਵਾਲਾ ਖੁਦ ਜ਼ਿੰਮੇਵਾਰ ਹੋਵੇਗਾ। xyxy=(383,484,750,673)
table-cell: 2979-4628-2947 xyxy=(1390,173,1497,193)
notice-text: ਮੈਂ Arshdeep Kaur ਪਤਨੀ ਅਮਨਦੀਪ ਸਿੰਘ ਵਾਸੀ ਪਿੰਡ ਤੇ ਡਾਕਖਾਨਾ ਲਹਿਰਾ ਜ਼ਿਲ੍ਹਾ ਫਿਰੋਜ਼ਪੁਰ ਨੇ ਆਪਣਾ ਨਾਮ ਬਦਲ ਕੇ Arshdeep Kaur ਰੱਖ ਲਿਆ ਹੈ। ਮੈਂ ਗੀਤਾ ਰਾਣੀ ਪਤਨੀ ਹਰਜਿੰਦਰ ਸਿੰਘ ਮਕਾਨ ਨੰ: 4/6 ਸ਼ਾਸਤਰੀ ਨਗਰ ਲੁਧਿਆਣਾ ਨੇ ਆਪਣਾ ਨਾਮ ਬਦਲ ਕੇ ਗੀਤਾ ਰਾਣੀ ਰੱਖ ਲਿਆ ਹੈ। ਮੈਂ ਰਾਮ ਕੁਮਾਰ ਪੁੱਤਰ ਸੋਹਨ ਲਾਲ ਵਾਸੀ ਮਕਾਨ ਨੰ: 500/19 ਈ. ਗਲੀ ਨੰ: 4/3 ਸ਼ਾਸਤਰੀ ਨਗਰ ਜਗਰਾਉਂ ਜ਼ਿਲ੍ਹਾ ਲੁਧਿਆਣਾ ਨੇ ਆਪਣਾ ਨਾਮ ਬਦਲ ਕੇ ਰਾਮ ਕੁਮਾਰ ਰੱਖ ਲਿਆ ਹੈ। ਮੈਂ ਅਮਨਦੀਪ ਕੌਰ ਪਤਨੀ ਹਰਪ੍ਰੀਤ ਸਿੰਘ ਵਾਸੀ ਪਿੰਡ ਤਲਵੰਡੀ ਭਾਈ ਜ਼ਿਲ੍ਹਾ ਫਿਰੋਜ਼ਪੁਰ ਨੇ ਆਪਣਾ ਨਾਮ ਬਦਲ ਕੇ ਅਮਨਦੀਪ ਕੌਰ ਰੱਖ ਲਿਆ ਹੈ। ਮੈਂ ਸੁਖਵਿੰਦਰ ਸਿੰਘ ਪੁੱਤਰ ਗੁਰਮੇਲ ਸਿੰਘ ਵਾਸੀ ਮਕਾਨ ਨੰ: 427 ਅਜੀਤ ਨਗਰ ਲੁਧਿਆਣਾ ਨੇ ਆਪਣਾ ਨਾਮ ਬਦਲ ਕੇ ਸੁਖਵਿੰਦਰ ਸਿੰਘ ਰੱਖ ਲਿਆ ਹੈ। ਮੈਂ ਦਲਜੀਤ ਸਿੰਘ ਪੁੱਤਰ ਨਿਰਮਲ ਸਿੰਘ ਵਾਸੀ ਪਿੰਡ ਭੱਟੀਆਂ ਜ਼ਿਲ੍ਹਾ ਲੁਧਿਆਣਾ ਨੇ ਆਪਣਾ ਨਾਮ ਬਦਲ ਕੇ ਦਲਜੀਤ ਸਿੰਘ ਰੱਖ ਲਿਆ ਹੈ। ਮੈਂ ਜਸਵੀਰ ਕੌਰ ਪਤਨੀ ਬਲਵੀਰ ਸਿੰਘ ਵਾਸੀ ਬਰਨਾਲਾ ਨੇ ਆਪਣਾ ਨਾਮ ਬਦਲ ਕੇ ਜਸਵੀਰ ਕੌਰ ਰੱਖ ਲਿਆ ਹੈ। ਮੈਂ ਗੁਰਦੀਪ ਸਿੰਘ ਪੁੱਤਰ ਬਚਿੱਤਰ ਸਿੰਘ ਵਾਸੀ ਮੋਗਾ ਨੇ ਆਪਣਾ ਨਾਮ ਬਦਲ ਕੇ ਗੁਰਦੀਪ ਸਿੰਘ ਰੱਖ ਲਿਆ ਹੈ। ਮੈਂ ਹਰਜੀਤ ਕੌਰ ਪਤਨੀ ਸੁਰਜੀਤ ਸਿੰਘ ਵਾਸੀ ਸੰਗਰੂਰ ਨੇ ਆਪਣਾ ਨਾਮ ਬਦਲ ਕੇ ਹਰਜੀਤ ਕੌਰ ਰੱਖ ਲਿਆ ਹੈ। ਮੈਂ Mohd Rashid ਪੁੱਤਰ Mohammad Rasheed ਵਾਸੀ ਲੁਧਿਆਣਾ ਨੇ ਆਪਣਾ ਨਾਮ ਬਦਲ ਕੇ Mohd Rashid ਰੱਖ ਲਿਆ ਹੈ। ਮੈਂ Abulas ਪਤਨੀ Samsul ਵਾਸੀ ਲੁਧਿਆਣਾ ਨੇ ਆਪਣਾ ਨਾਮ ਬਦਲ ਕੇ Abulas ਰੱਖ ਲਿਆ ਹੈ। ਮੈਂ ਅਮਰਜੀਤ ਸਿੰਘ ਪੁੱਤਰ ਕਰਤਾਰ ਸਿੰਘ ਵਾਸੀ ਰਾਜਪੁਰਾ ਨੇ ਆਪਣਾ ਨਾਮ ਬਦਲ ਕੇ ਅਮਰਜੀਤ ਸਿੰਘ ਰੱਖ ਲਿਆ ਹੈ। ਮੈਂ ਬਲਜੀਤ ਸਿੰਘ ਵਾਸੀ ਫਗਵਾੜਾ ਨੇ ਆਪਣਾ ਨਾਮ ਬਦਲ ਕੇ ਬਲਜੀਤ ਸਿੰਘ ਰੱਖ ਲਿਆ ਹੈ। xyxy=(5,1188,184,1661)
column-2 xyxy=(383,60,750,2361)
notice-text: ਮੈਂ Arshdeep Kaur ਪਤਨੀ ਅਮਨਦੀਪ ਸਿੰਘ ਵਾਸੀ ਪਿੰਡ ਤੇ ਡਾਕਖਾਨਾ ਲਹਿਰਾ ਜ਼ਿਲ੍ਹਾ ਫਿਰੋਜ਼ਪੁਰ ਨੇ ਆਪਣਾ ਨਾਮ ਬਦਲ ਕੇ Arshdeep Kaur ਰੱਖ ਲਿਆ ਹੈ। ਮੈਂ ਗੀਤਾ ਰਾਣੀ ਪਤਨੀ ਹਰਜਿੰਦਰ ਸਿੰਘ ਮਕਾਨ ਨੰ: 4/6 ਸ਼ਾਸਤਰੀ ਨਗਰ ਲੁਧਿਆਣਾ ਨੇ ਆਪਣਾ ਨਾਮ ਬਦਲ ਕੇ ਗੀਤਾ ਰਾਣੀ ਰੱਖ ਲਿਆ ਹੈ। ਮੈਂ ਰਾਮ ਕੁਮਾਰ ਪੁੱਤਰ ਸੋਹਨ ਲਾਲ ਵਾਸੀ ਮਕਾਨ ਨੰ: 500/19 ਈ. ਗਲੀ ਨੰ: 4/3 ਸ਼ਾਸਤਰੀ ਨਗਰ ਜਗਰਾਉਂ ਜ਼ਿਲ੍ਹਾ ਲੁਧਿਆਣਾ ਨੇ ਆਪਣਾ ਨਾਮ ਬਦਲ ਕੇ ਰਾਮ ਕੁਮਾਰ ਰੱਖ ਲਿਆ ਹੈ। ਮੈਂ ਅਮਨਦੀਪ ਕੌਰ ਪਤਨੀ ਹਰਪ੍ਰੀਤ ਸਿੰਘ ਵਾਸੀ ਪਿੰਡ ਤਲਵੰਡੀ ਭਾਈ ਜ਼ਿਲ੍ਹਾ ਫਿਰੋਜ਼ਪੁਰ ਨੇ ਆਪਣਾ ਨਾਮ ਬਦਲ ਕੇ ਅਮਨਦੀਪ ਕੌਰ ਰੱਖ ਲਿਆ ਹੈ। ਮੈਂ ਸੁਖਵਿੰਦਰ ਸਿੰਘ ਪੁੱਤਰ ਗੁਰਮੇਲ ਸਿੰਘ ਵਾਸੀ ਮਕਾਨ ਨੰ: 427 ਅਜੀਤ ਨਗਰ ਲੁਧਿਆਣਾ ਨੇ ਆਪਣਾ ਨਾਮ ਬਦਲ ਕੇ ਸੁਖਵਿੰਦਰ ਸਿੰਘ ਰੱਖ ਲਿਆ ਹੈ। ਮੈਂ ਦਲਜੀਤ ਸਿੰਘ ਪੁੱਤਰ ਨਿਰਮਲ ਸਿੰਘ ਵਾਸੀ ਪਿੰਡ ਭੱਟੀਆਂ ਜ਼ਿਲ੍ਹਾ ਲੁਧਿਆਣਾ ਨੇ ਆਪਣਾ ਨਾਮ ਬਦਲ ਕੇ ਦਲਜੀਤ ਸਿੰਘ ਰੱਖ ਲਿਆ ਹੈ। ਮੈਂ ਜਸਵੀਰ ਕੌਰ ਪਤਨੀ ਬਲਵੀਰ ਸਿੰਘ ਵਾਸੀ ਬਰਨਾਲਾ ਨੇ ਆਪਣਾ ਨਾਮ ਬਦਲ ਕੇ ਜਸਵੀਰ ਕੌਰ ਰੱਖ ਲਿਆ ਹੈ। ਮੈਂ ਗੁਰਦੀਪ ਸਿੰਘ ਪੁੱਤਰ ਬਚਿੱਤਰ ਸਿੰਘ ਵਾਸੀ ਮੋਗਾ ਨੇ ਆਪਣਾ ਨਾਮ ਬਦਲ ਕੇ ਗੁਰਦੀਪ ਸਿੰਘ ਰੱਖ ਲਿਆ ਹੈ। ਮੈਂ ਹਰਜੀਤ ਕੌਰ ਪਤਨੀ ਸੁਰਜੀਤ ਸਿੰਘ ਵਾਸੀ ਸੰਗਰੂਰ ਨੇ ਆਪਣਾ ਨਾਮ ਬਦਲ ਕੇ ਹਰਜੀਤ ਕੌਰ ਰੱਖ ਲਿਆ ਹੈ। ਮੈਂ Mohd Rashid ਪੁੱਤਰ Mohammad Rasheed ਵਾਸੀ ਲੁਧਿਆਣਾ ਨੇ ਆਪਣਾ ਨਾਮ ਬਦਲ ਕੇ Mohd Rashid ਰੱਖ ਲਿਆ ਹੈ। ਮੈਂ Abulas ਪਤਨੀ Samsul ਵਾਸੀ ਲੁਧਿਆਣਾ ਨੇ ਆਪਣਾ ਨਾਮ ਬਦਲ ਕੇ Abulas ਰੱਖ ਲਿਆ ਹੈ। ਮੈਂ ਅਮਰਜੀਤ ਸਿੰਘ ਪੁੱਤਰ ਕਰਤਾਰ ਸਿੰਘ ਵਾਸੀ ਰਾਜਪੁਰਾ ਨੇ ਆਪਣਾ ਨਾਮ ਬਦਲ ਕੇ ਅਮਰਜੀਤ ਸਿੰਘ ਰੱਖ ਲਿਆ ਹੈ। ਮੈਂ ਬਲਜੀਤ ਸਿੰਘ ਵਾਸੀ ਫਗਵਾੜਾ ਨੇ ਆਪਣਾ ਨਾਮ ਬਦਲ ਕੇ ਬਲਜੀਤ ਸਿੰਘ ਰੱਖ ਲਿਆ ਹੈ। xyxy=(192,710,372,1184)
table-cell: 4 xyxy=(1149,173,1202,193)
notice-text: ਮੇਰਾ ਬਿਜਲੀ ਦਾ ਮੋਟਰ ਕੁਨੈਕਸ਼ਨ ਖਾਤਾ ਨੰਬਰ LB-577 ਏਪੀ, 15 BHP ਜੋ ਕਿ ਮੇਰੇ ਪਿਤਾ ਦੇ ਨਾਮ ਹੈ, ਉਹਨਾਂ ਦੀ ਮੌਤ ਹੋ ਚੁੱਕੀ ਹੈ। ਇਸ ਕੁਨੈਕਸ਼ਨ ਨੂੰ ਆਪਣੇ ਨਾਮ ਤਬਦੀਲ ਕਰਵਾਉਣਾ ਚਾਹੁੰਦਾ ਹਾਂ। ਜੇਕਰ ਕਿਸੇ ਨੂੰ ਕੋਈ ਇਤਰਾਜ਼ ਹੋਵੇ ਤਾਂ 15 ਦਿਨਾਂ ਦੇ ਅੰਦਰ ਦਫ਼ਤਰ ਵਿਖੇ ਸੰਪਰਕ ਕਰੇ। ਮੇਰਾ ਟਿਊਬਵੈੱਲ ਕੁਨੈਕਸ਼ਨ ਖਾਤਾ ਨੰ: ਏ.ਪੀ. 03/0976 ਜੋ ਮੇਰੇ ਦਾਦਾ ਜੀ ਦੇ ਨਾਮ ਚੱਲ ਰਿਹਾ ਹੈ, ਉਹਨਾਂ ਦੀ ਮੌਤ ਹੋ ਚੁੱਕੀ ਹੈ। ਮੈਂ ਇਹ ਕੁਨੈਕਸ਼ਨ ਆਪਣੇ ਨਾਮ ਕਰਵਾਉਣਾ ਚਾਹੁੰਦਾ ਹਾਂ। xyxy=(761,880,1128,947)
table-cell: ਜਸਵਿੰਦਰ ਸਿੰਘ xyxy=(1202,134,1276,154)
notice-text: I, Mann Singh S/O Shingara Singh R/O Vill.Kakra Distt Sangrur Have Changed My Name To Mann Singh. I, Manpreet Kaur W/o Gurpreet Singh R/o Vill. Wahidpur, PO: Moela Wahidpur, Tehsil Garhshankar, Distt. Hoshiarpur, Punjab India, declare that my given name is "Manpreet" and in which "Kaur" is my surname. I Som Nath S/O Devi Dyal R/O H.No.811, St.26, Main Road, Kot Mangal Singh, Millerganj, Ludhiana changed my name Som Nath Gogna. I, Shehnaz Bhatti W/o Amandeep R/o H.No 1332C Street No 4 New Sodhi Nagar Moga have changed my Name Shehnaz Bhatti To Shenaz. I, Inderjeet Kaur W/o Kulvinder Singh R/o village Chakk Kala Tibba Tehsil Abohar District Fazilka Punjab have changed my name from Inderjeet Kaur to Inderjit Kaur. All concerned note it. I SUKHDEEP SINGH SANDHU S/O DARSHAN SINGH R/O BHAGPUR, PO BHAGPURA, DISTT LUDHIANA-141112 PUNJAB have changed my name to SUKHDEEP SINGH. I, RAKHI SHARMA W/O ANOOP RAWAT R/O 70, NEW G.K. ESTATE, MUNDIAN KALAN, LUDHIANA CHANGED my as NAME RAKHI. I, Kashmiro W/O Shingara Ram R/O H. No. 9045 Street No. 10/3, New Subhash Nagar Basti Jodhewal Ludhiana changed my name as Kashmir Kaur. I, Meera Rani W/O Ravinder Sharma R/O H. No. 251 Street No. 8/4 Government High School, Surjal Nagar Shimlapuri Ludhiana changed my name as Sakshi Sharma. I, Kamaljit Kaur D/O Darshan Singh Chana R/O H. No. 100, Street No 7, Bachittar Nagar GNE College Ludhiana changed my daughter's name from Jacey Bahra to Jacey Kaur. I, RAKHI RAWAT W/O ANOOP RAWAT R/O 70, NEW G.K. ESTATE, MUNDIAN KALAN, LUDHIANA CHANGED my NAME as RAKHI. I Rasandeep Kaur W/o Harpinder Singh Jaimal R/o Vpo Janetpura Tehsil Jagraon Distt Ludhiana have changed my name to Rasandeep Kaur Jauhal. xyxy=(949,99,1128,761)
table-cell: ਪੁੱਤਰ xyxy=(1276,134,1314,154)
table-cell: 2 xyxy=(1149,134,1202,154)
masthead xyxy=(1224,2,1503,41)
table-cell: 3 xyxy=(1149,154,1202,173)
table-header: ਜਨਮ ਮਿਤੀ xyxy=(1314,95,1391,114)
table-cell: 28/11/1998 xyxy=(1314,134,1391,154)
table-cell: 1 xyxy=(1149,114,1202,134)
table-cell: 25/11/2004 xyxy=(1314,154,1391,173)
notice-text: ਮੇਰਾ ਬਿਜਲੀ ਦਾ ਮੋਟਰ ਕੁਨੈਕਸ਼ਨ ਖਾਤਾ ਨੰਬਰ LB-577 ਏਪੀ, 15 BHP ਜੋ ਕਿ ਮੇਰੇ ਪਿਤਾ ਦੇ ਨਾਮ ਹੈ, ਉਹਨਾਂ ਦੀ ਮੌਤ ਹੋ ਚੁੱਕੀ ਹੈ। ਇਸ ਕੁਨੈਕਸ਼ਨ ਨੂੰ ਆਪਣੇ ਨਾਮ ਤਬਦੀਲ ਕਰਵਾਉਣਾ ਚਾਹੁੰਦਾ ਹਾਂ। ਜੇਕਰ ਕਿਸੇ ਨੂੰ ਕੋਈ ਇਤਰਾਜ਼ ਹੋਵੇ ਤਾਂ 15 ਦਿਨਾਂ ਦੇ ਅੰਦਰ ਦਫ਼ਤਰ ਵਿਖੇ ਸੰਪਰਕ ਕਰੇ। ਮੇਰਾ ਟਿਊਬਵੈੱਲ ਕੁਨੈਕਸ਼ਨ ਖਾਤਾ ਨੰ: ਏ.ਪੀ. 03/0976 ਜੋ ਮੇਰੇ ਦਾਦਾ ਜੀ ਦੇ ਨਾਮ ਚੱਲ ਰਿਹਾ ਹੈ, ਉਹਨਾਂ ਦੀ ਮੌਤ ਹੋ ਚੁੱਕੀ ਹੈ। ਮੈਂ ਇਹ ਕੁਨੈਕਸ਼ਨ ਆਪਣੇ ਨਾਮ ਕਰਵਾਉਣਾ ਚਾਹੁੰਦਾ ਹਾਂ। xyxy=(761,809,1128,876)
table-cell: ਪੁੱਤਰੀ xyxy=(1276,154,1314,173)
notice-text: ਮੈਂ ਬਲਵਿੰਦਰ ਕੌਰ ਪਤਨੀ ਜੱਗਾ ਸਿੰਘ ਵਾਸੀ ਬਠਿੰਡਾ ਨੇ ਆਪਣੇ ਪੁੱਤਰ ਦੇ ਜਨਮ ਸਰਟੀਫਿਕੇਟ ਵਿੱਚ ਮੇਰਾ ਨਾਮ ਗਲਤ ਦਰਜ ਹੋ ਗਿਆ ਹੈ। ਮੇਰਾ ਸਹੀ ਨਾਮ ਬਲਵਿੰਦਰ ਕੌਰ ਹੈ। ਮੈਂ ਅਮਨਦੀਪ ਕੌਰ ਵਾਸੀ ਲੁਧਿਆਣਾ ਐਲਾਨ ਕਰਦੀ ਹਾਂ ਕਿ ਮੇਰੀ ਬੇਟੀ ਦੇ ਦਸਤਾਵੇਜ਼ਾਂ ਵਿੱਚ ਮੇਰਾ ਨਾਮ ਗਲਤ ਦਰਜ ਹੈ। xyxy=(761,1064,941,1144)
footer-text-end: 'ਤੇ ਹੀ ਭੇਜੇ ਜਾਣ। xyxy=(1355,2376,1498,2402)
motor-connection-heading: ਮੋਟਰ ਕੁਨੈਕਸ਼ਨ... xyxy=(761,772,1128,803)
notice-text: ਮੈਂ Taranjeet Kour ਪਤਨੀ ਪਰਮਜੀਤ ਸਿੰਘ ਵਾਸੀ ਮਕਾਨ ਨੰ: 979 ਨਿਊ ਰਾਜਿੰਦਰੀ ਨਗਰ ਲੁਧਿਆਣਾ ਨੇ ਆਪਣਾ ਨਾਮ ਬਦਲ ਕੇ Taranjeet Kaur ਰੱਖ ਲਿਆ ਹੈ। ਮੈਂ ਅਮਨਦੀਪ ਕੌਰ ਪਤਨੀ ਰਣਜੀਤ ਸਿੰਘ ਵਾਸੀ ਮਕਾਨ ਨੰ: 30670 ਗਲੀ ਨੰ: 5/2 ਲੁਧਿਆਣਾ ਨੇ ਆਪਣਾ ਨਾਮ ਬਦਲ ਲਿਆ ਹੈ। ਮੈਂ ਜਸਵੀਰ ਸਿੰਘ ਪੁੱਤਰ ਗੁਰਚਰਨ ਸਿੰਘ ਵਾਸੀ ਮਕਾਨ ਨੰ: 20672 ਗਲੀ ਨੰ: 26/3 ਲੁਧਿਆਣਾ ਨੇ ਆਪਣਾ ਨਾਮ ਬਦਲ ਲਿਆ ਹੈ। ਮੈਂ ਤਜਿੰਦਰ ਸਿੰਘ ਪੁੱਤਰ ਅਵਤਾਰ ਸਿੰਘ ਵਾਸੀ ਮਕਾਨ ਨੰ: 3245 ਪਿੰਡ ਨਾਰੰਗਵਾਲ ਨੇ ਆਪਣਾ ਨਾਮ ਬਦਲ ਲਿਆ ਹੈ। ਮੈਂ ਕੁਲਦੀਪ ਕੌਰ ਪਤਨੀ ਹਰਬੰਸ ਸਿੰਘ ਵਾਸੀ ਪਿੰਡ ਕੋਟਲੀ ਨੇ ਆਪਣਾ ਨਾਮ ਬਦਲ ਲਿਆ ਹੈ। ਮੈਂ ਗੁਰਸ਼ਰਨ ਸਿੰਘ ਵਾਸੀ ਜਲੰਧਰ ਨੇ ਆਪਣਾ ਨਾਮ ਬਦਲ ਲਿਆ ਹੈ। xyxy=(761,512,941,713)
transfer-heading: ਬੇਦਖ਼ਲੀ... xyxy=(383,60,750,91)
column-1 xyxy=(5,60,372,2361)
column-3 xyxy=(761,60,1128,2361)
public-notice-box xyxy=(1142,422,1316,515)
table-cell: ਗੁਰਪ੍ਰੀਤ ਸਿੰਘ xyxy=(1202,173,1276,193)
disclaimer-text: 'ਅਦਾਰਾ ਹੱਕ ਸੱਚ ਦਾ ਪਹਿਰੇਦਾਰ' ਅਖ਼ਬਾਰ ਵਿੱਚ ਛਪੇ ਡਿਸਪਲੇ ਇਸ਼ਤਿਹਾਰਾਂ ਅਤੇ ਕਲਾਸੀਫਾਈਡਾਂ ਬਾਰੇ ਕੰਪਨੀ ਕੋਈ ਜ਼ਿੰਮੇਵਾਰੀ ਨਹੀਂ ਲੈਂਦਾ। ਪਾਠਕਾਂ ਨੂੰ ਸਲਾਹ ਦਿੱਤੀ ਜਾਂਦੀ ਹੈ ਕਿ ਇਸ਼ਤਿਹਾਰਾਂ 'ਤੇ ਕਾਰਵਾਈ ਕਰਨ ਤੋਂ ਪਹਿਲਾਂ ਉਹਨਾਂ ਦੀ ਪੁਸ਼ਟੀ ਕਰ ਲੈਣ। ਮੈਨੇਜਰ xyxy=(771,1271,1119,1310)
notice-text: ਬਅਦਾਲਤ ਸ਼੍ਰੀ ਹਰਜਿੰਦਰ ਸਿੰਘ (ਪੀ.ਸੀ.ਐਸ.) ਉਪ ਮੰਡਲ ਮੈਜਿਸਟ੍ਰੇਟ ਕਮ ਕੁਲੈਕਟਰ ਜ਼ਿਲ੍ਹਾ ਲੁਧਿਆਣਾ। ਕੇਸ ਨੰਬਰ 34 ਅਗਲੀ ਤਾਰੀਖ਼ 17-03-2025 ਇਸ ਕੇਸ ਵਿੱਚ ਸਬੰਧਤ ਧਿਰਾਂ ਨੂੰ ਸੂਚਿਤ ਕੀਤਾ ਜਾਂਦਾ ਹੈ ਕਿ ਉਹ ਨਿਰਧਾਰਤ ਮਿਤੀ ਨੂੰ ਅਦਾਲਤ ਵਿੱਚ ਹਾਜ਼ਰ ਹੋਣ। xyxy=(1139,251,1319,331)
notice-text: ਇਸ ਲਈ ਮ੍ਰਿਤਕ ਦੇ ਵਾਰਸਾਂ ਦੇ ਨਾਮ ਤੇ ਪਰਿਵਾਰ ਸਰਟੀਫਿਕੇਟ ਜਾਰੀ ਕਰਨ ਸਬੰਧੀ ਜਨਤਕ ਨੋਟਿਸ ਦਿੱਤਾ ਜਾਂਦਾ ਹੈ। ਜੇਕਰ ਕਿਸੇ ਵਿਅਕਤੀ ਨੂੰ ਕੋਈ ਇਤਰਾਜ਼ ਹੋਵੇ ਤਾਂ ਉਹ ਇਸ ਨੋਟਿਸ ਦੇ ਛਪਣ ਦੀ ਮਿਤੀ ਤੋਂ 15 ਦਿਨਾਂ ਦੇ ਅੰਦਰ ਦਫ਼ਤਰ ਵਿਖੇ ਆਪਣਾ ਇਤਰਾਜ਼ ਦਰਜ ਕਰਵਾ ਸਕਦਾ ਹੈ। xyxy=(1148,199,1498,238)
issue-date: ਮੰਗਲਵਾਰ, 18 ਮਾਰਚ 2025 xyxy=(63,13,261,32)
notice-text: ਮੈਂ Taranjeet Kour ਪਤਨੀ ਪਰਮਜੀਤ ਸਿੰਘ ਵਾਸੀ ਮਕਾਨ ਨੰ: 979 ਨਿਊ ਰਾਜਿੰਦਰੀ ਨਗਰ ਲੁਧਿਆਣਾ ਨੇ ਆਪਣਾ ਨਾਮ ਬਦਲ ਕੇ Taranjeet Kaur ਰੱਖ ਲਿਆ ਹੈ। ਮੈਂ ਅਮਨਦੀਪ ਕੌਰ ਪਤਨੀ ਰਣਜੀਤ ਸਿੰਘ ਵਾਸੀ ਮਕਾਨ ਨੰ: 30670 ਗਲੀ ਨੰ: 5/2 ਲੁਧਿਆਣਾ ਨੇ ਆਪਣਾ ਨਾਮ ਬਦਲ ਲਿਆ ਹੈ। ਮੈਂ ਜਸਵੀਰ ਸਿੰਘ ਪੁੱਤਰ ਗੁਰਚਰਨ ਸਿੰਘ ਵਾਸੀ ਮਕਾਨ ਨੰ: 20672 ਗਲੀ ਨੰ: 26/3 ਲੁਧਿਆਣਾ ਨੇ ਆਪਣਾ ਨਾਮ ਬਦਲ ਲਿਆ ਹੈ। ਮੈਂ ਤਜਿੰਦਰ ਸਿੰਘ ਪੁੱਤਰ ਅਵਤਾਰ ਸਿੰਘ ਵਾਸੀ ਮਕਾਨ ਨੰ: 3245 ਪਿੰਡ ਨਾਰੰਗਵਾਲ ਨੇ ਆਪਣਾ ਨਾਮ ਬਦਲ ਲਿਆ ਹੈ। ਮੈਂ ਕੁਲਦੀਪ ਕੌਰ ਪਤਨੀ ਹਰਬੰਸ ਸਿੰਘ ਵਾਸੀ ਪਿੰਡ ਕੋਟਲੀ ਨੇ ਆਪਣਾ ਨਾਮ ਬਦਲ ਲਿਆ ਹੈ। ਮੈਂ ਗੁਰਸ਼ਰਨ ਸਿੰਘ ਵਾਸੀ ਜਲੰਧਰ ਨੇ ਆਪਣਾ ਨਾਮ ਬਦਲ ਲਿਆ ਹੈ। xyxy=(761,305,941,507)
table-row xyxy=(1149,114,1498,134)
public-info-heading: ਆਮ ਸੂਚਨਾ xyxy=(761,1025,1128,1057)
table-cell: ਰਾਜਿੰਦਰ ਕੌਰ xyxy=(1202,114,1276,134)
disown-heading: ਬੇਦਖਲੀ xyxy=(1139,785,1506,817)
notice-title: (ਜਨਤਕ ਨੋਟਿਸ) xyxy=(1291,65,1354,77)
column-divider xyxy=(377,60,378,2361)
table-cell: ਹਰਪ੍ਰੀਤ ਕੌਰ xyxy=(1202,154,1276,173)
disown-cancel-heading: ਬੇਦਖਲੀ ਰੱਦ xyxy=(1139,658,1506,690)
column-4 xyxy=(1139,60,1506,2361)
court-ad-box xyxy=(1330,257,1503,404)
column-divider xyxy=(755,60,756,2361)
notice-text: I, Surinder Kaur W/o Santokh Lal R/o H.No. 42 Shiwalik Valley SanteMajra Sector-115 Kharar (SAS Nagar) declare that in my husband Passport No. M4604832 my name wrongly entered Srinder Kour. But my correct name is Surinder Kaur. So amended my name from Srinder Kour to Surinder Kaur in my husband Passport. xyxy=(949,1064,1128,1185)
notice-text: ਮੈਂ ਸੁਰਜੀਤ ਸਿੰਘ ਪੁੱਤਰ ਪਿਆਰਾ ਸਿੰਘ ਵਾਸੀ ਮਕਾਨ ਨੰ: 1/8 ਮੁਹੱਲਾ ਵਾਲਾ ਮੁਹੱਲਾ, ਲੁਧਿਆਣਾ ਆਪਣੇ ਪੁੱਤਰ ਅਤੇ ਨੂੰਹ ਨੂੰ ਉਹਨਾਂ ਦੇ ਮਾੜੇ ਵਿਵਹਾਰ ਕਾਰਨ ਆਪਣੀ ਚੱਲ ਅਤੇ ਅਚੱਲ ਜਾਇਦਾਦ ਤੋਂ ਬੇਦਖ਼ਲ ਕਰਦਾ ਹਾਂ। ਇਹਨਾਂ ਨਾਲ ਲੈਣ ਦੇਣ ਕਰਨ ਵਾਲਾ ਖੁਦ ਜ਼ਿੰਮੇਵਾਰ ਹੋਵੇਗਾ। ਮੈਂ ਬਲਜਿੰਦਰ ਕੌਰ ਪਤਨੀ ਸੁਖਦੇਵ ਸਿੰਘ ਵਾਸੀ ਮਕਾਨ ਨੰ: 6203/2 ਮੁਹੱਲਾ ਮੁਕੰਦਪੁਰੀ ਜਗਰਾਉਂ ਆਪਣੇ ਪੁੱਤਰ ਨੂੰ ਉਸਦੇ ਮਾੜੇ ਚਾਲ ਚਲਣ ਕਾਰਨ ਆਪਣੀ ਜਾਇਦਾਦ ਤੋਂ ਬੇਦਖ਼ਲ ਕਰਦੀ ਹਾਂ। ਮੈਂ ਬਲਵੰਤ ਸਿੰਘ ਪੁੱਤਰ ਗੁਰਦੇਵ ਸਿੰਘ ਵਾਸੀ ਪਿੰਡ ਢੰਡਾ ਜ਼ਿਲ੍ਹਾ ਲੁਧਿਆਣਾ ਆਪਣੇ ਪੁੱਤਰ ਨੂੰ ਬੇਦਖ਼ਲ ਕਰਦਾ ਹਾਂ। ਮੈਂ ਲਾਲ ਸਿੰਘ ਪੁੱਤਰ ਪ੍ਰੀਤਮ ਸਿੰਘ ਵਾਸੀ ਅਮਰਗੜ੍ਹ ਤਹਿਸੀਲ ਮਾਲੇਰਕੋਟਲਾ ਆਪਣੇ ਪੁੱਤਰ ਅਤੇ ਨੂੰਹ ਨੂੰ ਬੇਦਖ਼ਲ ਕਰਦਾ ਹਾਂ। ਮੈਂ ਪਰਮਜੀਤ ਕੌਰ ਪਤਨੀ ਜਗਤਾਰ ਸਿੰਘ ਵਾਸੀ ਮਕਾਨ ਨੰ: 147-148 ਮਹਾਂਵੀਰ ਇਨਕਲੇਵ ਲੁਧਿਆਣਾ ਆਪਣੇ ਪੁੱਤਰ ਨੂੰ ਬੇਦਖ਼ਲ ਕਰਦੀ ਹਾਂ। ਮੈਂ ਹਰਦੀਪ ਸਿੰਘ ਵਾਸੀ ਪਿੰਡ ਸਿੱਧਵਾਂ ਬੇਟ ਆਪਣੇ ਪੁੱਤਰ ਨੂੰ ਬੇਦਖ਼ਲ ਕਰਦਾ ਹਾਂ। ਮੈਂ ਕੁਲਵਿੰਦਰ ਕੌਰ ਪਤਨੀ ਸਵਰਨ ਸਿੰਘ ਵਾਸੀ ਜਲੰਧਰ ਆਪਣੇ ਪੁੱਤਰ ਨੂੰ ਬੇਦਖ਼ਲ ਕਰਦੀ ਹਾਂ। ਮੈਂ ਸੁਰਿੰਦਰ ਸਿੰਘ ਪੁੱਤਰ ਪਿਆਰਾ ਸਿੰਘ ਵਾਸੀ ਮਕਾਨ ਨੰ: 461 ਪਿੰਡ ਤੇ ਡਾਕ: ਭੱਟੀਆਂ ਆਪਣੇ ਪੁੱਤਰ ਨੂੰ ਬੇਦਖ਼ਲ ਕਰਦਾ ਹਾਂ। ਮੈਂ ਜਗਦੀਸ਼ ਸਿੰਘ ਵਾਸੀ ਮਕਾਨ ਨੰ: 2424 ਸੀ ਬਲਾਕ ਲੁਧਿਆਣਾ ਆਪਣੇ ਪੁੱਤਰ ਨੂੰ ਬੇਦਖ਼ਲ ਕਰਦਾ ਹਾਂ। ਮੈਂ ਨਿਰਮਲ ਸਿੰਘ ਪੁੱਤਰ ਕਰਨੈਲ ਸਿੰਘ ਵਾਸੀ ਰਾਏਕੋਟ ਆਪਣੇ ਪੁੱਤਰ ਨੂੰ ਬੇਦਖ਼ਲ ਕਰਦਾ ਹਾਂ। ਇਹਨਾਂ ਨਾਲ ਕੋਈ ਵੀ ਲੈਣ ਦੇਣ ਕਰਨ ਵਾਲਾ ਖੁਦ ਜ਼ਿੰਮੇਵਾਰ ਹੋਵੇਗਾ। xyxy=(383,677,750,866)
masthead-title: ਹੱਕ ਸੱਚ ਦਾ ਪਹਿਰੇਦਾਰ xyxy=(1224,2,1503,40)
disown-list xyxy=(1139,823,1506,1073)
page-header xyxy=(0,0,1512,49)
court-notice xyxy=(1139,251,1319,416)
english-name-change-list xyxy=(949,98,1128,765)
table-cell: 3911-0987-1729 xyxy=(1390,154,1497,173)
notice-text: ਮੈਂ Arshdeep Kaur ਪਤਨੀ ਅਮਨਦੀਪ ਸਿੰਘ ਵਾਸੀ ਪਿੰਡ ਤੇ ਡਾਕਖਾਨਾ ਲਹਿਰਾ ਜ਼ਿਲ੍ਹਾ ਫਿਰੋਜ਼ਪੁਰ ਨੇ ਆਪਣਾ ਨਾਮ ਬਦਲ ਕੇ Arshdeep Kaur ਰੱਖ ਲਿਆ ਹੈ। ਮੈਂ ਗੀਤਾ ਰਾਣੀ ਪਤਨੀ ਹਰਜਿੰਦਰ ਸਿੰਘ ਮਕਾਨ ਨੰ: 4/6 ਸ਼ਾਸਤਰੀ ਨਗਰ ਲੁਧਿਆਣਾ ਨੇ ਆਪਣਾ ਨਾਮ ਬਦਲ ਕੇ ਗੀਤਾ ਰਾਣੀ ਰੱਖ ਲਿਆ ਹੈ। ਮੈਂ ਰਾਮ ਕੁਮਾਰ ਪੁੱਤਰ ਸੋਹਨ ਲਾਲ ਵਾਸੀ ਮਕਾਨ ਨੰ: 500/19 ਈ. ਗਲੀ ਨੰ: 4/3 ਸ਼ਾਸਤਰੀ ਨਗਰ ਜਗਰਾਉਂ ਜ਼ਿਲ੍ਹਾ ਲੁਧਿਆਣਾ ਨੇ ਆਪਣਾ ਨਾਮ ਬਦਲ ਕੇ ਰਾਮ ਕੁਮਾਰ ਰੱਖ ਲਿਆ ਹੈ। ਮੈਂ ਅਮਨਦੀਪ ਕੌਰ ਪਤਨੀ ਹਰਪ੍ਰੀਤ ਸਿੰਘ ਵਾਸੀ ਪਿੰਡ ਤਲਵੰਡੀ ਭਾਈ ਜ਼ਿਲ੍ਹਾ ਫਿਰੋਜ਼ਪੁਰ ਨੇ ਆਪਣਾ ਨਾਮ ਬਦਲ ਕੇ ਅਮਨਦੀਪ ਕੌਰ ਰੱਖ ਲਿਆ ਹੈ। ਮੈਂ ਸੁਖਵਿੰਦਰ ਸਿੰਘ ਪੁੱਤਰ ਗੁਰਮੇਲ ਸਿੰਘ ਵਾਸੀ ਮਕਾਨ ਨੰ: 427 ਅਜੀਤ ਨਗਰ ਲੁਧਿਆਣਾ ਨੇ ਆਪਣਾ ਨਾਮ ਬਦਲ ਕੇ ਸੁਖਵਿੰਦਰ ਸਿੰਘ ਰੱਖ ਲਿਆ ਹੈ। ਮੈਂ ਦਲਜੀਤ ਸਿੰਘ ਪੁੱਤਰ ਨਿਰਮਲ ਸਿੰਘ ਵਾਸੀ ਪਿੰਡ ਭੱਟੀਆਂ ਜ਼ਿਲ੍ਹਾ ਲੁਧਿਆਣਾ ਨੇ ਆਪਣਾ ਨਾਮ ਬਦਲ ਕੇ ਦਲਜੀਤ ਸਿੰਘ ਰੱਖ ਲਿਆ ਹੈ। ਮੈਂ ਜਸਵੀਰ ਕੌਰ ਪਤਨੀ ਬਲਵੀਰ ਸਿੰਘ ਵਾਸੀ ਬਰਨਾਲਾ ਨੇ ਆਪਣਾ ਨਾਮ ਬਦਲ ਕੇ ਜਸਵੀਰ ਕੌਰ ਰੱਖ ਲਿਆ ਹੈ। ਮੈਂ ਗੁਰਦੀਪ ਸਿੰਘ ਪੁੱਤਰ ਬਚਿੱਤਰ ਸਿੰਘ ਵਾਸੀ ਮੋਗਾ ਨੇ ਆਪਣਾ ਨਾਮ ਬਦਲ ਕੇ ਗੁਰਦੀਪ ਸਿੰਘ ਰੱਖ ਲਿਆ ਹੈ। ਮੈਂ ਹਰਜੀਤ ਕੌਰ ਪਤਨੀ ਸੁਰਜੀਤ ਸਿੰਘ ਵਾਸੀ ਸੰਗਰੂਰ ਨੇ ਆਪਣਾ ਨਾਮ ਬਦਲ ਕੇ ਹਰਜੀਤ ਕੌਰ ਰੱਖ ਲਿਆ ਹੈ। ਮੈਂ Mohd Rashid ਪੁੱਤਰ Mohammad Rasheed ਵਾਸੀ ਲੁਧਿਆਣਾ ਨੇ ਆਪਣਾ ਨਾਮ ਬਦਲ ਕੇ Mohd Rashid ਰੱਖ ਲਿਆ ਹੈ। ਮੈਂ Abulas ਪਤਨੀ Samsul ਵਾਸੀ ਲੁਧਿਆਣਾ ਨੇ ਆਪਣਾ ਨਾਮ ਬਦਲ ਕੇ Abulas ਰੱਖ ਲਿਆ ਹੈ। ਮੈਂ ਅਮਰਜੀਤ ਸਿੰਘ ਪੁੱਤਰ ਕਰਤਾਰ ਸਿੰਘ ਵਾਸੀ ਰਾਜਪੁਰਾ ਨੇ ਆਪਣਾ ਨਾਮ ਬਦਲ ਕੇ ਅਮਰਜੀਤ ਸਿੰਘ ਰੱਖ ਲਿਆ ਹੈ। ਮੈਂ ਬਲਜੀਤ ਸਿੰਘ ਵਾਸੀ ਫਗਵਾੜਾ ਨੇ ਆਪਣਾ ਨਾਮ ਬਦਲ ਕੇ ਬਲਜੀਤ ਸਿੰਘ ਰੱਖ ਲਿਆ ਹੈ। xyxy=(192,1188,372,1661)
disown-cancel-list xyxy=(1139,696,1506,780)
table-header: ਲੜੀ ਨੰਬਰ xyxy=(1149,95,1202,114)
person-photo xyxy=(1370,456,1463,582)
name-change-heading-2: ਨਾਮ ਬਦਲੀ... xyxy=(761,60,1128,91)
notice-text: ਮੈਂ ਬਲਵਿੰਦਰ ਕੌਰ ਪਤਨੀ ਜੱਗਾ ਸਿੰਘ ਵਾਸੀ ਬਠਿੰਡਾ ਨੇ ਆਪਣੇ ਪੁੱਤਰ ਦੇ ਜਨਮ ਸਰਟੀਫਿਕੇਟ ਵਿੱਚ ਮੇਰਾ ਨਾਮ ਗਲਤ ਦਰਜ ਹੋ ਗਿਆ ਹੈ। ਮੇਰਾ ਸਹੀ ਨਾਮ ਬਲਵਿੰਦਰ ਕੌਰ ਹੈ। ਮੈਂ ਅਮਨਦੀਪ ਕੌਰ ਵਾਸੀ ਲੁਧਿਆਣਾ ਐਲਾਨ ਕਰਦੀ ਹਾਂ ਕਿ ਮੇਰੀ ਬੇਟੀ ਦੇ ਦਸਤਾਵੇਜ਼ਾਂ ਵਿੱਚ ਮੇਰਾ ਨਾਮ ਗਲਤ ਦਰਜ ਹੈ। xyxy=(761,1148,941,1229)
advocate-notice-box xyxy=(1330,410,1503,647)
disclaimer-box xyxy=(764,1238,1125,1317)
page-number: 2 xyxy=(6,3,52,46)
header-email: E.mail : rozanapehredar@gmail.com, haksachdapehredarpunjabi@gmail.com xyxy=(410,14,1127,34)
notice-text: ਮੈਂ Arshdeep Kaur ਪਤਨੀ ਅਮਨਦੀਪ ਸਿੰਘ ਵਾਸੀ ਪਿੰਡ ਤੇ ਡਾਕਖਾਨਾ ਲਹਿਰਾ ਜ਼ਿਲ੍ਹਾ ਫਿਰੋਜ਼ਪੁਰ ਨੇ ਆਪਣਾ ਨਾਮ ਬਦਲ ਕੇ Arshdeep Kaur ਰੱਖ ਲਿਆ ਹੈ। ਮੈਂ ਗੀਤਾ ਰਾਣੀ ਪਤਨੀ ਹਰਜਿੰਦਰ ਸਿੰਘ ਮਕਾਨ ਨੰ: 4/6 ਸ਼ਾਸਤਰੀ ਨਗਰ ਲੁਧਿਆਣਾ ਨੇ ਆਪਣਾ ਨਾਮ ਬਦਲ ਕੇ ਗੀਤਾ ਰਾਣੀ ਰੱਖ ਲਿਆ ਹੈ। ਮੈਂ ਰਾਮ ਕੁਮਾਰ ਪੁੱਤਰ ਸੋਹਨ ਲਾਲ ਵਾਸੀ ਮਕਾਨ ਨੰ: 500/19 ਈ. ਗਲੀ ਨੰ: 4/3 ਸ਼ਾਸਤਰੀ ਨਗਰ ਜਗਰਾਉਂ ਜ਼ਿਲ੍ਹਾ ਲੁਧਿਆਣਾ ਨੇ ਆਪਣਾ ਨਾਮ ਬਦਲ ਕੇ ਰਾਮ ਕੁਮਾਰ ਰੱਖ ਲਿਆ ਹੈ। ਮੈਂ ਅਮਨਦੀਪ ਕੌਰ ਪਤਨੀ ਹਰਪ੍ਰੀਤ ਸਿੰਘ ਵਾਸੀ ਪਿੰਡ ਤਲਵੰਡੀ ਭਾਈ ਜ਼ਿਲ੍ਹਾ ਫਿਰੋਜ਼ਪੁਰ ਨੇ ਆਪਣਾ ਨਾਮ ਬਦਲ ਕੇ ਅਮਨਦੀਪ ਕੌਰ ਰੱਖ ਲਿਆ ਹੈ। ਮੈਂ ਸੁਖਵਿੰਦਰ ਸਿੰਘ ਪੁੱਤਰ ਗੁਰਮੇਲ ਸਿੰਘ ਵਾਸੀ ਮਕਾਨ ਨੰ: 427 ਅਜੀਤ ਨਗਰ ਲੁਧਿਆਣਾ ਨੇ ਆਪਣਾ ਨਾਮ ਬਦਲ ਕੇ ਸੁਖਵਿੰਦਰ ਸਿੰਘ ਰੱਖ ਲਿਆ ਹੈ। ਮੈਂ ਦਲਜੀਤ ਸਿੰਘ ਪੁੱਤਰ ਨਿਰਮਲ ਸਿੰਘ ਵਾਸੀ ਪਿੰਡ ਭੱਟੀਆਂ ਜ਼ਿਲ੍ਹਾ ਲੁਧਿਆਣਾ ਨੇ ਆਪਣਾ ਨਾਮ ਬਦਲ ਕੇ ਦਲਜੀਤ ਸਿੰਘ ਰੱਖ ਲਿਆ ਹੈ। ਮੈਂ ਜਸਵੀਰ ਕੌਰ ਪਤਨੀ ਬਲਵੀਰ ਸਿੰਘ ਵਾਸੀ ਬਰਨਾਲਾ ਨੇ ਆਪਣਾ ਨਾਮ ਬਦਲ ਕੇ ਜਸਵੀਰ ਕੌਰ ਰੱਖ ਲਿਆ ਹੈ। ਮੈਂ ਗੁਰਦੀਪ ਸਿੰਘ ਪੁੱਤਰ ਬਚਿੱਤਰ ਸਿੰਘ ਵਾਸੀ ਮੋਗਾ ਨੇ ਆਪਣਾ ਨਾਮ ਬਦਲ ਕੇ ਗੁਰਦੀਪ ਸਿੰਘ ਰੱਖ ਲਿਆ ਹੈ। ਮੈਂ ਹਰਜੀਤ ਕੌਰ ਪਤਨੀ ਸੁਰਜੀਤ ਸਿੰਘ ਵਾਸੀ ਸੰਗਰੂਰ ਨੇ ਆਪਣਾ ਨਾਮ ਬਦਲ ਕੇ ਹਰਜੀਤ ਕੌਰ ਰੱਖ ਲਿਆ ਹੈ। ਮੈਂ Mohd Rashid ਪੁੱਤਰ Mohammad Rasheed ਵਾਸੀ ਲੁਧਿਆਣਾ ਨੇ ਆਪਣਾ ਨਾਮ ਬਦਲ ਕੇ Mohd Rashid ਰੱਖ ਲਿਆ ਹੈ। ਮੈਂ Abulas ਪਤਨੀ Samsul ਵਾਸੀ ਲੁਧਿਆਣਾ ਨੇ ਆਪਣਾ ਨਾਮ ਬਦਲ ਕੇ Abulas ਰੱਖ ਲਿਆ ਹੈ। ਮੈਂ ਅਮਰਜੀਤ ਸਿੰਘ ਪੁੱਤਰ ਕਰਤਾਰ ਸਿੰਘ ਵਾਸੀ ਰਾਜਪੁਰਾ ਨੇ ਆਪਣਾ ਨਾਮ ਬਦਲ ਕੇ ਅਮਰਜੀਤ ਸਿੰਘ ਰੱਖ ਲਿਆ ਹੈ। ਮੈਂ ਬਲਜੀਤ ਸਿੰਘ ਵਾਸੀ ਫਗਵਾੜਾ ਨੇ ਆਪਣਾ ਨਾਮ ਬਦਲ ਕੇ ਬਲਜੀਤ ਸਿੰਘ ਰੱਖ ਲਿਆ ਹੈ। xyxy=(192,233,372,705)
column-divider xyxy=(1133,60,1135,2361)
table-cell: 20/09/2000 xyxy=(1314,173,1391,193)
